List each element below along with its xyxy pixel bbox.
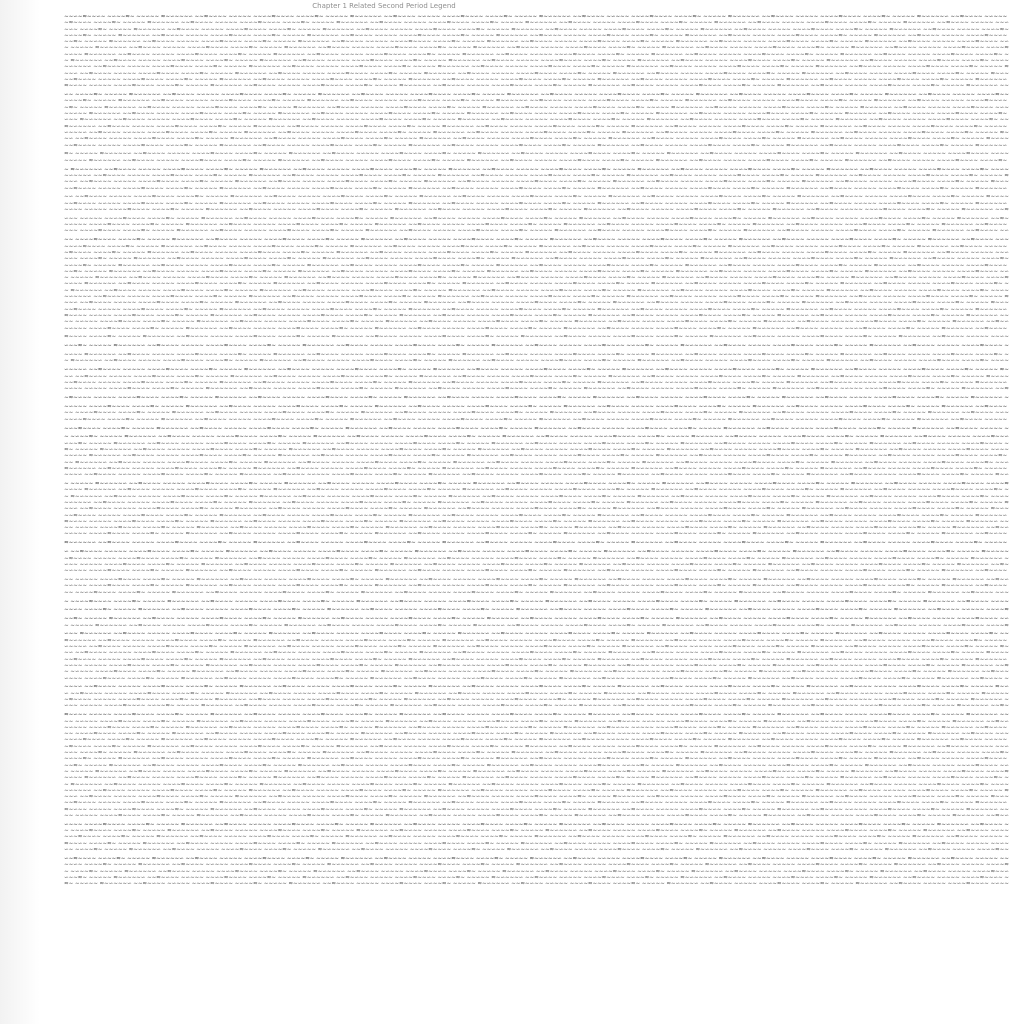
- text-line-placeholder: ∼∽∼∼ ≈∼∽∼∼∼∽ ∼∼≈∼∽∼∼ ∼∽∼∼∼ ∼∼∽∼≈∼∼∽∼ ∼∽∼∼≈∼ ∼∼∽∼∼ ≈∼∽∼∼∼∽ ∼∼≈∼∽∼∼ ∼∽∼∼∼ ∼∼∽∼≈∼∼∽∼ ∼∽∼∼≈∼ ∼∼∽∼∼ ≈∼∽∼∼∼∽ ∼∼≈∼∽∼∼ ∼∽∼∼∼ ∼∼∽∼≈∼∼∽∼ ∼∽∼∼≈∼ ∼∼∽∼∼ ≈∼∽∼∼∼∽ ∼∼≈∼∽∼∼ ∼∽∼∼∼ ∼∼∽∼≈∼∼∽∼ ∼∽∼∼≈∼ ∼∼∽∼∼ ≈∼∽∼∼∼∽ ∼∼≈∼∽∼∼ ∼∽∼∼∼ ∼∼∽∼≈∼∼∽∼ ∼∽∼∼≈∼ ∼: [64, 775, 1009, 782]
- text-line-placeholder: ∽ ∼∼≈∼∽∼∼ ∼∽∼∼∼ ∼∼∽∼≈∼∼∽∼ ∼∽∼∼≈∼ ∼∼∽∼∼ ≈∼∽∼∼∼∽ ∼∼≈∼∽∼∼ ∼∽∼∼∼ ∼∼∽∼≈∼∼∽∼ ∼∽∼∼≈∼ ∼∼∽∼∼ ≈∼∽∼∼∼∽ ∼∼≈∼∽∼∼ ∼∽∼∼∼ ∼∼∽∼≈∼∼∽∼ ∼∽∼∼≈∼ ∼∼∽∼∼ ≈∼∽∼∼∼∽ ∼∼≈∼∽∼∼ ∼∽∼∼∼ ∼∼∽∼≈∼∼∽∼ ∼∽∼∼≈∼ ∼∼∽∼∼ ≈∼∽∼∼∼∽ ∼∼≈∼∽∼∼ ∼∽∼∼∼ ∼∼∽∼≈∼∼∽∼ ∼∽∼∼≈∼ ∼∼∽∼∼ ≈∼∽∼∼∼: [64, 690, 1009, 697]
- text-line-placeholder: ∼∼∽∼ ∼∽∼∼≈∼ ∼∼∽∼∼ ≈∼∽∼∼∼∽ ∼∼≈∼∽∼∼ ∼∽∼∼∼ ∼∼∽∼≈∼∼∽∼ ∼∽∼∼≈∼ ∼∼∽∼∼ ≈∼∽∼∼∼∽ ∼∼≈∼∽∼∼ ∼∽∼∼∼ ∼∼∽∼≈∼∼∽∼ ∼∽∼∼≈∼ ∼∼∽∼∼ ≈∼∽∼∼∼∽ ∼∼≈∼∽∼∼ ∼∽∼∼∼ ∼∼∽∼≈∼∼∽∼ ∼∽∼∼≈∼ ∼∼∽∼∼ ≈∼∽∼∼∼∽ ∼∼≈∼∽∼∼ ∼∽∼∼∼ ∼∼∽∼≈∼∼∽∼ ∼∽∼∼≈∼ ∼∼∽∼∼ ≈∼∽∼∼∼∽ ∼∼≈∼∽∼∼ ∼∽∼∼∼ ∼∼∽∼≈: [64, 607, 1009, 614]
- text-line-placeholder: ∼∼∽ ∼∼≈∼∽∼∼ ∼∽∼∼∼ ∼∼∽∼≈∼∼∽∼ ∼∽∼∼≈∼ ∼∼∽∼∼ ≈∼∽∼∼∼∽ ∼∼≈∼∽∼∼ ∼∽∼∼∼ ∼∼∽∼≈∼∼∽∼ ∼∽∼∼≈∼ ∼∼∽∼∼ ≈∼∽∼∼∼∽ ∼∼≈∼∽∼∼ ∼∽∼∼∼ ∼∼∽∼≈∼∼∽∼ ∼∽∼∼≈∼ ∼∼∽∼∼ ≈∼∽∼∼∼∽ ∼∼≈∼∽∼∼ ∼∽∼∼∼ ∼∼∽∼≈∼∼∽∼ ∼∽∼∼≈∼ ∼∼∽∼∼ ≈∼∽∼∼∼∽ ∼∼≈∼∽∼∼ ∼∽∼∼∼ ∼∼∽∼≈∼∼∽∼ ∼∽∼∼≈∼ ∼∼∽∼∼ ≈∼∽∼: [64, 70, 1009, 77]
- text-line-placeholder: ∼∽∼∼ ∼∽∼∼∼ ∼∼∽∼≈∼∼∽∼ ∼∽∼∼≈∼ ∼∼∽∼∼ ≈∼∽∼∼∼∽ ∼∼≈∼∽∼∼ ∼∽∼∼∼ ∼∼∽∼≈∼∼∽∼ ∼∽∼∼≈∼ ∼∼∽∼∼ ≈∼∽∼∼∼∽ ∼∼≈∼∽∼∼ ∼∽∼∼∼ ∼∼∽∼≈∼∼∽∼ ∼∽∼∼≈∼ ∼∼∽∼∼ ≈∼∽∼∼∼∽ ∼∼≈∼∽∼∼ ∼∽∼∼∼ ∼∼∽∼≈∼∼∽∼ ∼∽∼∼≈∼ ∼∼∽∼∼ ≈∼∽∼∼∼∽ ∼∼≈∼∽∼∼ ∼∽∼∼∼ ∼∼∽∼≈∼∼∽∼ ∼∽∼∼≈∼ ∼∼∽∼∼ ≈∼∽∼∼∼∽ ∼∼≈: [64, 662, 1009, 669]
- text-line-placeholder: ≈∼∽∼∼ ∼∽∼∼∼ ∼∼∽∼≈∼∼∽∼ ∼∽∼∼≈∼ ∼∼∽∼∼ ≈∼∽∼∼∼∽ ∼∼≈∼∽∼∼ ∼∽∼∼∼ ∼∼∽∼≈∼∼∽∼ ∼∽∼∼≈∼ ∼∼∽∼∼ ≈∼∽∼∼∼∽ ∼∼≈∼∽∼∼ ∼∽∼∼∼ ∼∼∽∼≈∼∼∽∼ ∼∽∼∼≈∼ ∼∼∽∼∼ ≈∼∽∼∼∼∽ ∼∼≈∼∽∼∼ ∼∽∼∼∼ ∼∼∽∼≈∼∼∽∼ ∼∽∼∼≈∼ ∼∼∽∼∼ ≈∼∽∼∼∼∽ ∼∼≈∼∽∼∼ ∼∽∼∼∼ ∼∼∽∼≈∼∼∽∼ ∼∽∼∼≈∼ ∼∼∽∼∼ ≈∼∽∼∼∼∽ ∼∼: [64, 806, 1009, 813]
- text-line-placeholder: ∽∼∼∼∽ ∼∼≈∼∽∼∼ ∼∽∼∼∼ ∼∼∽∼≈∼∼∽∼ ∼∽∼∼≈∼ ∼∼∽∼∼ ≈∼∽∼∼∼∽ ∼∼≈∼∽∼∼ ∼∽∼∼∼ ∼∼∽∼≈∼∼∽∼ ∼∽∼∼≈∼ ∼∼∽∼∼ ≈∼∽∼∼∼∽ ∼∼≈∼∽∼∼ ∼∽∼∼∼ ∼∼∽∼≈∼∼∽∼ ∼∽∼∼≈∼ ∼∼∽∼∼ ≈∼∽∼∼∼∽ ∼∼≈∼∽∼∼ ∼∽∼∼∼ ∼∼∽∼≈∼∼∽∼ ∼∽∼∼≈∼ ∼∼∽∼∼ ≈∼∽∼∼∼∽ ∼∼≈∼∽∼∼ ∼∽∼∼∼ ∼∼∽∼≈∼∼∽∼ ∼∽∼∼≈∼ ∼∼∽∼∼ ≈∼: [64, 367, 1009, 374]
- paragraph: [64, 481, 1009, 538]
- text-line-placeholder: ∽ ∼∼≈∼∽∼∼ ∼∽∼∼∼ ∼∼∽∼≈∼∼∽∼ ∼∽∼∼≈∼ ∼∼∽∼∼ ≈∼∽∼∼∼∽ ∼∼≈∼∽∼∼ ∼∽∼∼∼ ∼∼∽∼≈∼∼∽∼ ∼∽∼∼≈∼ ∼∼∽∼∼ ≈∼∽∼∼∼∽ ∼∼≈∼∽∼∼ ∼∽∼∼∼ ∼∼∽∼≈∼∼∽∼ ∼∽∼∼≈∼ ∼∼∽∼∼ ≈∼∽∼∼∼∽ ∼∼≈∼∽∼∼ ∼∽∼∼∼ ∼∼∽∼≈∼∼∽∼ ∼∽∼∼≈∼ ∼∼∽∼∼ ≈∼∽∼∼∼∽ ∼∼≈∼∽∼∼ ∼∽∼∼∼ ∼∼∽∼≈∼∼∽∼ ∼∽∼∼≈∼ ∼∼∽∼∼ ≈∼∽∼∼∼: [64, 549, 1009, 556]
- text-line-placeholder: ∼∽ ∼∼≈∼∽∼∼ ∼∽∼∼∼ ∼∼∽∼≈∼∼∽∼ ∼∽∼∼≈∼ ∼∼∽∼∼ ≈∼∽∼∼∼∽ ∼∼≈∼∽∼∼ ∼∽∼∼∼ ∼∼∽∼≈∼∼∽∼ ∼∽∼∼≈∼ ∼∼∽∼∼ ≈∼∽∼∼∼∽ ∼∼≈∼∽∼∼ ∼∽∼∼∼ ∼∼∽∼≈∼∼∽∼ ∼∽∼∼≈∼ ∼∼∽∼∼ ≈∼∽∼∼∼∽ ∼∼≈∼∽∼∼ ∼∽∼∼∼ ∼∼∽∼≈∼∼∽∼ ∼∽∼∼≈∼ ∼∼∽∼∼ ≈∼∽∼∼∼∽ ∼∼≈∼∽∼∼ ∼∽∼∼∼ ∼∼∽∼≈∼∼∽∼ ∼∽∼∼≈∼ ∼∼∽∼∼ ≈∼∽∼∼: [64, 373, 1009, 380]
- text-line-placeholder: ∼∼∽ ∼∼≈∼∽∼∼ ∼∽∼∼∼ ∼∼∽∼≈∼∼∽∼ ∼∽∼∼≈∼ ∼∼∽∼∼ ≈∼∽∼∼∼∽ ∼∼≈∼∽∼∼ ∼∽∼∼∼ ∼∼∽∼≈∼∼∽∼ ∼∽∼∼≈∼ ∼∼∽∼∼ ≈∼∽∼∼∼∽ ∼∼≈∼∽∼∼ ∼∽∼∼∼ ∼∼∽∼≈∼∼∽∼ ∼∽∼∼≈∼ ∼∼∽∼∼ ≈∼∽∼∼∼∽ ∼∼≈∼∽∼∼ ∼∽∼∼∼ ∼∼∽∼≈∼∼∽∼ ∼∽∼∼≈∼ ∼∼∽∼∼ ≈∼∽∼∼∼∽ ∼∼≈∼∽∼∼ ∼∽∼∼∼ ∼∼∽∼≈∼∼∽∼ ∼∽∼∼≈∼ ∼∼∽∼∼ ≈∼∽∼: [64, 179, 1009, 186]
- text-line-placeholder: ∼∽∼ ∼∽∼∼≈∼ ∼∼∽∼∼ ≈∼∽∼∼∼∽ ∼∼≈∼∽∼∼ ∼∽∼∼∼ ∼∼∽∼≈∼∼∽∼ ∼∽∼∼≈∼ ∼∼∽∼∼ ≈∼∽∼∼∼∽ ∼∼≈∼∽∼∼ ∼∽∼∼∼ ∼∼∽∼≈∼∼∽∼ ∼∽∼∼≈∼ ∼∼∽∼∼ ≈∼∽∼∼∼∽ ∼∼≈∼∽∼∼ ∼∽∼∼∼ ∼∼∽∼≈∼∼∽∼ ∼∽∼∼≈∼ ∼∼∽∼∼ ≈∼∽∼∼∼∽ ∼∼≈∼∽∼∼ ∼∽∼∼∼ ∼∼∽∼≈∼∼∽∼ ∼∽∼∼≈∼ ∼∼∽∼∼ ≈∼∽∼∼∼∽ ∼∼≈∼∽∼∼ ∼∽∼∼∼ ∼∼∽∼≈∼: [64, 26, 1009, 33]
- text-line-placeholder: ∼∽∼ ∼∽∼∼≈∼ ∼∼∽∼∼ ≈∼∽∼∼∼∽ ∼∼≈∼∽∼∼ ∼∽∼∼∼ ∼∼∽∼≈∼∼∽∼ ∼∽∼∼≈∼ ∼∼∽∼∼ ≈∼∽∼∼∼∽ ∼∼≈∼∽∼∼ ∼∽∼∼∼ ∼∼∽∼≈∼∼∽∼ ∼∽∼∼≈∼ ∼∼∽∼∼ ≈∼∽∼∼∼∽ ∼∼≈∼∽∼∼ ∼∽∼∼∼ ∼∼∽∼≈∼∼∽∼ ∼∽∼∼≈∼ ∼∼∽∼∼ ≈∼∽∼∼∼∽ ∼∼≈∼∽∼∼ ∼∽∼∼∼ ∼∼∽∼≈∼∼∽∼ ∼∽∼∼≈∼ ∼∼∽∼∼ ≈∼∽∼∼∼∽ ∼∼≈∼∽∼∼ ∼∽∼∼∼ ∼∼∽∼≈∼: [64, 256, 1009, 263]
- text-line-placeholder: ∽∼∼ ≈∼∽∼∼∼∽ ∼∼≈∼∽∼∼ ∼∽∼∼∼ ∼∼∽∼≈∼∼∽∼ ∼∽∼∼≈∼ ∼∼∽∼∼ ≈∼∽∼∼∼∽ ∼∼≈∼∽∼∼ ∼∽∼∼∼ ∼∼∽∼≈∼∼∽∼ ∼∽∼∼≈∼ ∼∼∽∼∼ ≈∼∽∼∼∼∽ ∼∼≈∼∽∼∼ ∼∽∼∼∼ ∼∼∽∼≈∼∼∽∼ ∼∽∼∼≈∼ ∼∼∽∼∼ ≈∼∽∼∼∼∽ ∼∼≈∼∽∼∼ ∼∽∼∼∼ ∼∼∽∼≈∼∼∽∼ ∼∽∼∼≈∼ ∼∼∽∼∼ ≈∼∽∼∼∼∽ ∼∼≈∼∽∼∼ ∼∽∼∼∼ ∼∼∽∼≈∼∼∽∼ ∼∽∼∼≈∼ ∼∼: [64, 631, 1009, 638]
- text-line-placeholder: ∼∼ ∼∽∼∼∼ ∼∼∽∼≈∼∼∽∼ ∼∽∼∼≈∼ ∼∼∽∼∼ ≈∼∽∼∼∼∽ ∼∼≈∼∽∼∼ ∼∽∼∼∼ ∼∼∽∼≈∼∼∽∼ ∼∽∼∼≈∼ ∼∼∽∼∼ ≈∼∽∼∼∼∽ ∼∼≈∼∽∼∼ ∼∽∼∼∼ ∼∼∽∼≈∼∼∽∼ ∼∽∼∼≈∼ ∼∼∽∼∼ ≈∼∽∼∼∼∽ ∼∼≈∼∽∼∼ ∼∽∼∼∼ ∼∼∽∼≈∼∼∽∼ ∼∽∼∼≈∼ ∼∼∽∼∼ ≈∼∽∼∼∼∽ ∼∼≈∼∽∼∼ ∼∽∼∼∼ ∼∼∽∼≈∼∼∽∼ ∼∽∼∼≈∼ ∼∼∽∼∼ ≈∼∽∼∼∼∽ ∼∼≈∼∽: [64, 577, 1009, 584]
- text-line-placeholder: ∼≈∼∽∼∼ ∼∽∼∼∼ ∼∼∽∼≈∼∼∽∼ ∼∽∼∼≈∼ ∼∼∽∼∼ ≈∼∽∼∼∼∽ ∼∼≈∼∽∼∼ ∼∽∼∼∼ ∼∼∽∼≈∼∼∽∼ ∼∽∼∼≈∼ ∼∼∽∼∼ ≈∼∽∼∼∼∽ ∼∼≈∼∽∼∼ ∼∽∼∼∼ ∼∼∽∼≈∼∼∽∼ ∼∽∼∼≈∼ ∼∼∽∼∼ ≈∼∽∼∼∼∽ ∼∼≈∼∽∼∼ ∼∽∼∼∼ ∼∼∽∼≈∼∼∽∼ ∼∽∼∼≈∼ ∼∼∽∼∼ ≈∼∽∼∼∼∽ ∼∼≈∼∽∼∼ ∼∽∼∼∼ ∼∼∽∼≈∼∼∽∼ ∼∽∼∼≈∼ ∼∼∽∼∼ ≈∼∽∼∼∼∽ ∼: [64, 395, 1009, 402]
- text-line-placeholder: ∼∼ ∼∽∼∼∼ ∼∼∽∼≈∼∼∽∼ ∼∽∼∼≈∼ ∼∼∽∼∼ ≈∼∽∼∼∼∽ ∼∼≈∼∽∼∼ ∼∽∼∼∼ ∼∼∽∼≈∼∼∽∼ ∼∽∼∼≈∼ ∼∼∽∼∼ ≈∼∽∼∼∼∽ ∼∼≈∼∽∼∼ ∼∽∼∼∼ ∼∼∽∼≈∼∼∽∼ ∼∽∼∼≈∼ ∼∼∽∼∼ ≈∼∽∼∼∼∽ ∼∼≈∼∽∼∼ ∼∽∼∼∼ ∼∼∽∼≈∼∼∽∼ ∼∽∼∼≈∼ ∼∼∽∼∼ ≈∼∽∼∼∼∽ ∼∼≈∼∽∼∼ ∼∽∼∼∼ ∼∼∽∼≈∼∼∽∼ ∼∽∼∼≈∼ ∼∼∽∼∼ ≈∼∽∼∼∼∽ ∼∼≈∼∽: [64, 319, 1009, 326]
- text-line-placeholder: ∼≈∼∼∽∼ ∼∽∼∼≈∼ ∼∼∽∼∼ ≈∼∽∼∼∼∽ ∼∼≈∼∽∼∼ ∼∽∼∼∼ ∼∼∽∼≈∼∼∽∼ ∼∽∼∼≈∼ ∼∼∽∼∼ ≈∼∽∼∼∼∽ ∼∼≈∼∽∼∼ ∼∽∼∼∼ ∼∼∽∼≈∼∼∽∼ ∼∽∼∼≈∼ ∼∼∽∼∼ ≈∼∽∼∼∼∽ ∼∼≈∼∽∼∼ ∼∽∼∼∼ ∼∼∽∼≈∼∼∽∼ ∼∽∼∼≈∼ ∼∼∽∼∼ ≈∼∽∼∼∼∽ ∼∼≈∼∽∼∼ ∼∽∼∼∼ ∼∼∽∼≈∼∼∽∼ ∼∽∼∼≈∼ ∼∼∽∼∼ ≈∼∽∼∼∼∽ ∼∼≈∼∽∼∼ ∼∽∼∼∼ ∼∼∽: [64, 743, 1009, 750]
- text-line-placeholder: ∼ ≈∼∽∼∼∼∽ ∼∼≈∼∽∼∼ ∼∽∼∼∼ ∼∼∽∼≈∼∼∽∼ ∼∽∼∼≈∼ ∼∼∽∼∼ ≈∼∽∼∼∼∽ ∼∼≈∼∽∼∼ ∼∽∼∼∼ ∼∼∽∼≈∼∼∽∼ ∼∽∼∼≈∼ ∼∼∽∼∼ ≈∼∽∼∼∼∽ ∼∼≈∼∽∼∼ ∼∽∼∼∼ ∼∼∽∼≈∼∼∽∼ ∼∽∼∼≈∼ ∼∼∽∼∼ ≈∼∽∼∼∼∽ ∼∼≈∼∽∼∼ ∼∽∼∼∼ ∼∼∽∼≈∼∼∽∼ ∼∽∼∼≈∼ ∼∼∽∼∼ ≈∼∽∼∼∼∽ ∼∼≈∼∽∼∼ ∼∽∼∼∼ ∼∼∽∼≈∼∼∽∼ ∼∽∼∼≈∼ ∼∼∽∼: [64, 781, 1009, 788]
- text-line-placeholder: ≈∼∼∽∼ ∼∽∼∼≈∼ ∼∼∽∼∼ ≈∼∽∼∼∼∽ ∼∼≈∼∽∼∼ ∼∽∼∼∼ ∼∼∽∼≈∼∼∽∼ ∼∽∼∼≈∼ ∼∼∽∼∼ ≈∼∽∼∼∼∽ ∼∼≈∼∽∼∼ ∼∽∼∼∼ ∼∼∽∼≈∼∼∽∼ ∼∽∼∼≈∼ ∼∼∽∼∼ ≈∼∽∼∼∼∽ ∼∼≈∼∽∼∼ ∼∽∼∼∼ ∼∼∽∼≈∼∼∽∼ ∼∽∼∼≈∼ ∼∼∽∼∼ ≈∼∽∼∼∼∽ ∼∼≈∼∽∼∼ ∼∽∼∼∼ ∼∼∽∼≈∼∼∽∼ ∼∽∼∼≈∼ ∼∼∽∼∼ ≈∼∽∼∼∼∽ ∼∼≈∼∽∼∼ ∼∽∼∼∼ ∼∼∽∼: [64, 840, 1009, 847]
- text-line-placeholder: ∼∼≈∼ ∼∼∽∼∼ ≈∼∽∼∼∼∽ ∼∼≈∼∽∼∼ ∼∽∼∼∼ ∼∼∽∼≈∼∼∽∼ ∼∽∼∼≈∼ ∼∼∽∼∼ ≈∼∽∼∼∼∽ ∼∼≈∼∽∼∼ ∼∽∼∼∼ ∼∼∽∼≈∼∼∽∼ ∼∽∼∼≈∼ ∼∼∽∼∼ ≈∼∽∼∼∼∽ ∼∼≈∼∽∼∼ ∼∽∼∼∼ ∼∼∽∼≈∼∼∽∼ ∼∽∼∼≈∼ ∼∼∽∼∼ ≈∼∽∼∼∼∽ ∼∼≈∼∽∼∼ ∼∽∼∼∼ ∼∼∽∼≈∼∼∽∼ ∼∽∼∼≈∼ ∼∼∽∼∼ ≈∼∽∼∼∼∽ ∼∼≈∼∽∼∼ ∼∽∼∼∼ ∼∼∽∼≈∼∼∽∼ ∼∽: [64, 616, 1009, 623]
- text-line-placeholder: ∼∼≈∼∽∼∼ ∼∽∼∼∼ ∼∼∽∼≈∼∼∽∼ ∼∽∼∼≈∼ ∼∼∽∼∼ ≈∼∽∼∼∼∽ ∼∼≈∼∽∼∼ ∼∽∼∼∼ ∼∼∽∼≈∼∼∽∼ ∼∽∼∼≈∼ ∼∼∽∼∼ ≈∼∽∼∼∼∽ ∼∼≈∼∽∼∼ ∼∽∼∼∼ ∼∼∽∼≈∼∼∽∼ ∼∽∼∼≈∼ ∼∼∽∼∼ ≈∼∽∼∼∼∽ ∼∼≈∼∽∼∼ ∼∽∼∼∼ ∼∼∽∼≈∼∼∽∼ ∼∽∼∼≈∼ ∼∼∽∼∼ ≈∼∽∼∼∼∽ ∼∼≈∼∽∼∼ ∼∽∼∼∼ ∼∼∽∼≈∼∼∽∼ ∼∽∼∼≈∼ ∼∼∽∼∼ ≈∼∽∼∼∼∽: [64, 379, 1008, 386]
- text-line-placeholder: ∼∼∽ ∼∼≈∼∽∼∼ ∼∽∼∼∼ ∼∼∽∼≈∼∼∽∼ ∼∽∼∼≈∼ ∼∼∽∼∼ ≈∼∽∼∼∼∽ ∼∼≈∼∽∼∼ ∼∽∼∼∼ ∼∼∽∼≈∼∼∽∼ ∼∽∼∼≈∼ ∼∼∽∼∼ ≈∼∽∼∼∼∽ ∼∼≈∼∽∼∼ ∼∽∼∼∼ ∼∼∽∼≈∼∼∽∼ ∼∽∼∼≈∼ ∼∼∽∼∼ ≈∼∽∼∼∼∽ ∼∼≈∼∽∼∼ ∼∽∼∼∼ ∼∼∽∼≈∼∼∽∼ ∼∽∼∼≈∼ ∼∼∽∼∼ ≈∼∽∼∼∼∽ ∼∼≈∼∽∼∼ ∼∽∼∼∼ ∼∼∽∼≈∼∼∽∼ ∼∽∼∼≈∼ ∼∼∽∼∼ ≈∼∽∼: [64, 794, 1009, 801]
- text-line-placeholder: ∼∽∼ ∼∽∼∼≈∼ ∼∼∽∼∼ ≈∼∽∼∼∼∽ ∼∼≈∼∽∼∼ ∼∽∼∼∼ ∼∼∽∼≈∼∼∽∼ ∼∽∼∼≈∼ ∼∼∽∼∼ ≈∼∽∼∼∼∽ ∼∼≈∼∽∼∼ ∼∽∼∼∼ ∼∼∽∼≈∼∼∽∼ ∼∽∼∼≈∼ ∼∼∽∼∼ ≈∼∽∼∼∼∽ ∼∼≈∼∽∼∼ ∼∽∼∼∼ ∼∼∽∼≈∼∼∽∼ ∼∽∼∼≈∼ ∼∼∽∼∼ ≈∼∽∼∼∼∽ ∼∼≈∼∽∼∼ ∼∽∼∼∼ ∼∼∽∼≈∼∼∽∼ ∼∽∼∼≈∼ ∼∼∽∼∼ ≈∼∽∼∼∼∽ ∼∼≈∼∽∼∼ ∼∽∼∼∼ ∼∼∽∼≈∼: [64, 750, 1009, 757]
- text-line-placeholder: ∼≈∼∽∼∼ ∼∽∼∼∼ ∼∼∽∼≈∼∼∽∼ ∼∽∼∼≈∼ ∼∼∽∼∼ ≈∼∽∼∼∼∽ ∼∼≈∼∽∼∼ ∼∽∼∼∼ ∼∼∽∼≈∼∼∽∼ ∼∽∼∼≈∼ ∼∼∽∼∼ ≈∼∽∼∼∼∽ ∼∼≈∼∽∼∼ ∼∽∼∼∼ ∼∼∽∼≈∼∼∽∼ ∼∽∼∼≈∼ ∼∼∽∼∼ ≈∼∽∼∼∼∽ ∼∼≈∼∽∼∼ ∼∽∼∼∼ ∼∼∽∼≈∼∼∽∼ ∼∽∼∼≈∼ ∼∼∽∼∼ ≈∼∽∼∼∼∽ ∼∼≈∼∽∼∼ ∼∽∼∼∼ ∼∼∽∼≈∼∼∽∼ ∼∽∼∼≈∼ ∼∼∽∼∼ ≈∼∽∼∼∼∽ ∼: [64, 555, 1009, 562]
- text-line-placeholder: ∼∽∼∼≈∼ ∼∼∽∼∼ ≈∼∽∼∼∼∽ ∼∼≈∼∽∼∼ ∼∽∼∼∼ ∼∼∽∼≈∼∼∽∼ ∼∽∼∼≈∼ ∼∼∽∼∼ ≈∼∽∼∼∼∽ ∼∼≈∼∽∼∼ ∼∽∼∼∼ ∼∼∽∼≈∼∼∽∼ ∼∽∼∼≈∼ ∼∼∽∼∼ ≈∼∽∼∼∼∽ ∼∼≈∼∽∼∼ ∼∽∼∼∼ ∼∼∽∼≈∼∼∽∼ ∼∽∼∼≈∼ ∼∼∽∼∼ ≈∼∽∼∼∼∽ ∼∼≈∼∽∼∼ ∼∽∼∼∼ ∼∼∽∼≈∼∼∽∼ ∼∽∼∼≈∼ ∼∼∽∼∼ ≈∼∽∼∼∼∽ ∼∼≈∼∽∼∼ ∼∽∼∼∼ ∼∼∽∼≈∼∼∽∼: [64, 262, 1008, 269]
- text-line-placeholder: ∼∼≈∼ ∼∼∽∼∼ ≈∼∽∼∼∼∽ ∼∼≈∼∽∼∼ ∼∽∼∼∼ ∼∼∽∼≈∼∼∽∼ ∼∽∼∼≈∼ ∼∼∽∼∼ ≈∼∽∼∼∼∽ ∼∼≈∼∽∼∼ ∼∽∼∼∼ ∼∼∽∼≈∼∼∽∼ ∼∽∼∼≈∼ ∼∼∽∼∼ ≈∼∽∼∼∼∽ ∼∼≈∼∽∼∼ ∼∽∼∼∼ ∼∼∽∼≈∼∼∽∼ ∼∽∼∼≈∼ ∼∼∽∼∼ ≈∼∽∼∼∼∽ ∼∼≈∼∽∼∼ ∼∽∼∼∼ ∼∼∽∼≈∼∼∽∼ ∼∽∼∼≈∼ ∼∼∽∼∼ ≈∼∽∼∼∼∽ ∼∼≈∼∽∼∼ ∼∽∼∼∼ ∼∼∽∼≈∼∼∽∼ ∼∽: [64, 762, 1009, 769]
- text-line-placeholder: ∼∽∼∼∼∽ ∼∼≈∼∽∼∼ ∼∽∼∼∼ ∼∼∽∼≈∼∼∽∼ ∼∽∼∼≈∼ ∼∼∽∼∼ ≈∼∽∼∼∼∽ ∼∼≈∼∽∼∼ ∼∽∼∼∼ ∼∼∽∼≈∼∼∽∼ ∼∽∼∼≈∼ ∼∼∽∼∼ ≈∼∽∼∼∼∽ ∼∼≈∼∽∼∼ ∼∽∼∼∼ ∼∼∽∼≈∼∼∽∼ ∼∽∼∼≈∼ ∼∼∽∼∼ ≈∼∽∼∼∼∽ ∼∼≈∼∽∼∼ ∼∽∼∼∼ ∼∼∽∼≈∼∼∽∼ ∼∽∼∼≈∼ ∼∼∽∼∼ ≈∼∽∼∼∼∽ ∼∼≈∼∽∼∼ ∼∽∼∼∼ ∼∼∽∼≈∼∼∽∼ ∼∽∼∼≈∼ ∼∼∽∼∼ ≈: [64, 64, 1009, 71]
- text-line-placeholder: ∼∼∼ ∼∼∽∼≈∼∼∽∼ ∼∽∼∼≈∼ ∼∼∽∼∼ ≈∼∽∼∼∼∽ ∼∼≈∼∽∼∼ ∼∽∼∼∼ ∼∼∽∼≈∼∼∽∼ ∼∽∼∼≈∼ ∼∼∽∼∼ ≈∼∽∼∼∼∽ ∼∼≈∼∽∼∼ ∼∽∼∼∼ ∼∼∽∼≈∼∼∽∼ ∼∽∼∼≈∼ ∼∼∽∼∼ ≈∼∽∼∼∼∽ ∼∼≈∼∽∼∼ ∼∽∼∼∼ ∼∼∽∼≈∼∼∽∼ ∼∽∼∼≈∼ ∼∼∽∼∼ ≈∼∽∼∼∼∽ ∼∼≈∼∽∼∼ ∼∽∼∼∼ ∼∼∽∼≈∼∼∽∼ ∼∽∼∼≈∼ ∼∼∽∼∼ ≈∼∽∼∼∼∽ ∼∼≈∼∽∼∼ ∼∽: [64, 228, 1009, 235]
- text-line-placeholder: ∼∽∼∼∼ ∼∼∽∼≈∼∼∽∼ ∼∽∼∼≈∼ ∼∼∽∼∼ ≈∼∽∼∼∼∽ ∼∼≈∼∽∼∼ ∼∽∼∼∼ ∼∼∽∼≈∼∼∽∼ ∼∽∼∼≈∼ ∼∼∽∼∼ ≈∼∽∼∼∼∽ ∼∼≈∼∽∼∼ ∼∽∼∼∼ ∼∼∽∼≈∼∼∽∼ ∼∽∼∼≈∼ ∼∼∽∼∼ ≈∼∽∼∼∼∽ ∼∼≈∼∽∼∼ ∼∽∼∼∼ ∼∼∽∼≈∼∼∽∼ ∼∽∼∼≈∼ ∼∼∽∼∼ ≈∼∽∼∼∼∽ ∼∼≈∼∽∼∼ ∼∽∼∼∼ ∼∼∽∼≈∼∼∽∼ ∼∽∼∼≈∼ ∼∼∽∼∼ ≈∼∽∼∼∼∽ ∼∼≈∼∽∼∼: [64, 724, 1008, 731]
- text-line-placeholder: ∽∼∼≈∼ ∼∼∽∼∼ ≈∼∽∼∼∼∽ ∼∼≈∼∽∼∼ ∼∽∼∼∼ ∼∼∽∼≈∼∼∽∼ ∼∽∼∼≈∼ ∼∼∽∼∼ ≈∼∽∼∼∼∽ ∼∼≈∼∽∼∼ ∼∽∼∼∼ ∼∼∽∼≈∼∼∽∼ ∼∽∼∼≈∼ ∼∼∽∼∼ ≈∼∽∼∼∼∽ ∼∼≈∼∽∼∼ ∼∽∼∼∼ ∼∼∽∼≈∼∼∽∼ ∼∽∼∼≈∼ ∼∼∽∼∼ ≈∼∽∼∼∼∽ ∼∼≈∼∽∼∼ ∼∽∼∼∼ ∼∼∽∼≈∼∼∽∼ ∼∽∼∼≈∼ ∼∼∽∼∼ ≈∼∽∼∼∼∽ ∼∼≈∼∽∼∼ ∼∽∼∼∼ ∼∼∽∼≈∼∼∽∼ ∼: [64, 874, 1009, 881]
- text-line-placeholder: ∼ ∼∼∽∼∼ ≈∼∽∼∼∼∽ ∼∼≈∼∽∼∼ ∼∽∼∼∼ ∼∼∽∼≈∼∼∽∼ ∼∽∼∼≈∼ ∼∼∽∼∼ ≈∼∽∼∼∼∽ ∼∼≈∼∽∼∼ ∼∽∼∼∼ ∼∼∽∼≈∼∼∽∼ ∼∽∼∼≈∼ ∼∼∽∼∼ ≈∼∽∼∼∼∽ ∼∼≈∼∽∼∼ ∼∽∼∼∼ ∼∼∽∼≈∼∼∽∼ ∼∽∼∼≈∼ ∼∼∽∼∼ ≈∼∽∼∼∼∽ ∼∼≈∼∽∼∼ ∼∽∼∼∼ ∼∼∽∼≈∼∼∽∼ ∼∽∼∼≈∼ ∼∼∽∼∼ ≈∼∽∼∼∼∽ ∼∼≈∼∽∼∼ ∼∽∼∼∼ ∼∼∽∼≈∼∼∽∼ ∼∽∼∼≈: [64, 622, 1009, 629]
- text-line-placeholder: ∼∼∽∼≈∼∼∽∼ ∼∽∼∼≈∼ ∼∼∽∼∼ ≈∼∽∼∼∼∽ ∼∼≈∼∽∼∼ ∼∽∼∼∼ ∼∼∽∼≈∼∼∽∼ ∼∽∼∼≈∼ ∼∼∽∼∼ ≈∼∽∼∼∼∽ ∼∼≈∼∽∼∼ ∼∽∼∼∼ ∼∼∽∼≈∼∼∽∼ ∼∽∼∼≈∼ ∼∼∽∼∼ ≈∼∽∼∼∼∽ ∼∼≈∼∽∼∼ ∼∽∼∼∼ ∼∼∽∼≈∼∼∽∼ ∼∽∼∼≈∼ ∼∼∽∼∼ ≈∼∽∼∼∼∽ ∼∼≈∼∽∼∼ ∼∽∼∼∼ ∼∼∽∼≈∼∼∽∼ ∼∽∼∼≈∼ ∼∼∽∼∼ ≈∼∽∼∼∼∽ ∼∼≈∼∽∼∼ ∼∽∼∼∼: [64, 243, 1008, 250]
- text-line-placeholder: ∼∼≈∼ ∼∼∽∼∼ ≈∼∽∼∼∼∽ ∼∼≈∼∽∼∼ ∼∽∼∼∼ ∼∼∽∼≈∼∼∽∼ ∼∽∼∼≈∼ ∼∼∽∼∼ ≈∼∽∼∼∼∽ ∼∼≈∼∽∼∼ ∼∽∼∼∼ ∼∼∽∼≈∼∼∽∼ ∼∽∼∼≈∼ ∼∼∽∼∼ ≈∼∽∼∼∼∽ ∼∼≈∼∽∼∼ ∼∽∼∼∼ ∼∼∽∼≈∼∼∽∼ ∼∽∼∼≈∼ ∼∼∽∼∼ ≈∼∽∼∼∼∽ ∼∼≈∼∽∼∼ ∼∽∼∼∼ ∼∼∽∼≈∼∼∽∼ ∼∽∼∼≈∼ ∼∼∽∼∼ ≈∼∽∼∼∼∽ ∼∼≈∼∽∼∼ ∼∽∼∼∼ ∼∼∽∼≈∼∼∽∼ ∼∽: [64, 268, 1009, 275]
- text-line-placeholder: ≈∼∽∼∼ ∼∽∼∼∼ ∼∼∽∼≈∼∼∽∼ ∼∽∼∼≈∼ ∼∼∽∼∼ ≈∼∽∼∼∼∽ ∼∼≈∼∽∼∼ ∼∽∼∼∼ ∼∼∽∼≈∼∼∽∼ ∼∽∼∼≈∼ ∼∼∽∼∼ ≈∼∽∼∼∼∽ ∼∼≈∼∽∼∼ ∼∽∼∼∼ ∼∼∽∼≈∼∼∽∼ ∼∽∼∼≈∼ ∼∼∽∼∼ ≈∼∽∼∼∼∽ ∼∼≈∼∽∼∼ ∼∽∼∼∼ ∼∼∽∼≈∼∼∽∼ ∼∽∼∼≈∼ ∼∼∽∼∼ ≈∼∽∼∼∼∽ ∼∼≈∼∽∼∼ ∼∽∼∼∼ ∼∼∽∼≈∼∼∽∼ ∼∽∼∼≈∼ ∼∼∽∼∼ ≈∼∽∼∼∼∽ ∼∼: [64, 518, 1009, 525]
- text-line-placeholder: ∼∽∼≈∼∼∽∼ ∼∽∼∼≈∼ ∼∼∽∼∼ ≈∼∽∼∼∼∽ ∼∼≈∼∽∼∼ ∼∽∼∼∼ ∼∼∽∼≈∼∼∽∼ ∼∽∼∼≈∼ ∼∼∽∼∼ ≈∼∽∼∼∼∽ ∼∼≈∼∽∼∼ ∼∽∼∼∼ ∼∼∽∼≈∼∼∽∼ ∼∽∼∼≈∼ ∼∼∽∼∼ ≈∼∽∼∼∼∽ ∼∼≈∼∽∼∼ ∼∽∼∼∼ ∼∼∽∼≈∼∼∽∼ ∼∽∼∼≈∼ ∼∼∽∼∼ ≈∼∽∼∼∼∽ ∼∼≈∼∽∼∼ ∼∽∼∼∼ ∼∼∽∼≈∼∼∽∼ ∼∽∼∼≈∼ ∼∼∽∼∼ ≈∼∽∼∼∼∽ ∼∼≈∼∽∼∼ ∼∽∼∼∼ ∼: [64, 425, 1009, 432]
- text-line-placeholder: ≈∼∽∼∼ ∼∽∼∼∼ ∼∼∽∼≈∼∼∽∼ ∼∽∼∼≈∼ ∼∼∽∼∼ ≈∼∽∼∼∼∽ ∼∼≈∼∽∼∼ ∼∽∼∼∼ ∼∼∽∼≈∼∼∽∼ ∼∽∼∼≈∼ ∼∼∽∼∼ ≈∼∽∼∼∼∽ ∼∼≈∼∽∼∼ ∼∽∼∼∼ ∼∼∽∼≈∼∼∽∼ ∼∽∼∼≈∼ ∼∼∽∼∼ ≈∼∽∼∼∼∽ ∼∼≈∼∽∼∼ ∼∽∼∼∼ ∼∼∽∼≈∼∼∽∼ ∼∽∼∼≈∼ ∼∼∽∼∼ ≈∼∽∼∼∼∽ ∼∼≈∼∽∼∼ ∼∽∼∼∼ ∼∼∽∼≈∼∼∽∼ ∼∽∼∼≈∼ ∼∼∽∼∼ ≈∼∽∼∼∼∽ ∼∼: [64, 712, 1009, 719]
- text-line-placeholder: ∼∼≈∼∽∼∼ ∼∽∼∼∼ ∼∼∽∼≈∼∼∽∼ ∼∽∼∼≈∼ ∼∼∽∼∼ ≈∼∽∼∼∼∽ ∼∼≈∼∽∼∼ ∼∽∼∼∼ ∼∼∽∼≈∼∼∽∼ ∼∽∼∼≈∼ ∼∼∽∼∼ ≈∼∽∼∼∼∽ ∼∼≈∼∽∼∼ ∼∽∼∼∼ ∼∼∽∼≈∼∼∽∼ ∼∽∼∼≈∼ ∼∼∽∼∼ ≈∼∽∼∼∼∽ ∼∼≈∼∽∼∼ ∼∽∼∼∼ ∼∼∽∼≈∼∼∽∼ ∼∽∼∼≈∼ ∼∼∽∼∼ ≈∼∽∼∼∼∽ ∼∼≈∼∽∼∼ ∼∽∼∼∼ ∼∼∽∼≈∼∼∽∼ ∼∽∼∼≈∼ ∼∼∽∼∼ ≈∼∽∼∼∼∽: [64, 306, 1008, 313]
- text-line-placeholder: ∼∼∽∼≈∼∼∽∼ ∼∽∼∼≈∼ ∼∼∽∼∼ ≈∼∽∼∼∼∽ ∼∼≈∼∽∼∼ ∼∽∼∼∼ ∼∼∽∼≈∼∼∽∼ ∼∽∼∼≈∼ ∼∼∽∼∼ ≈∼∽∼∼∼∽ ∼∼≈∼∽∼∼ ∼∽∼∼∼ ∼∼∽∼≈∼∼∽∼ ∼∽∼∼≈∼ ∼∼∽∼∼ ≈∼∽∼∼∼∽ ∼∼≈∼∽∼∼ ∼∽∼∼∼ ∼∼∽∼≈∼∼∽∼ ∼∽∼∼≈∼ ∼∼∽∼∼ ≈∼∽∼∼∼∽ ∼∼≈∼∽∼∼ ∼∽∼∼∼ ∼∼∽∼≈∼∼∽∼ ∼∽∼∼≈∼ ∼∼∽∼∼ ≈∼∽∼∼∼∽ ∼∼≈∼∽∼∼ ∼∽∼∼∼: [64, 416, 1008, 423]
- document-body: [64, 14, 1009, 1020]
- text-line-placeholder: ≈∼∽∼∼∼∽ ∼∼≈∼∽∼∼ ∼∽∼∼∼ ∼∼∽∼≈∼∼∽∼ ∼∽∼∼≈∼ ∼∼∽∼∼ ≈∼∽∼∼∼∽ ∼∼≈∼∽∼∼ ∼∽∼∼∼ ∼∼∽∼≈∼∼∽∼ ∼∽∼∼≈∼ ∼∼∽∼∼ ≈∼∽∼∼∼∽ ∼∼≈∼∽∼∼ ∼∽∼∼∼ ∼∼∽∼≈∼∼∽∼ ∼∽∼∼≈∼ ∼∼∽∼∼ ≈∼∽∼∼∼∽ ∼∼≈∼∽∼∼ ∼∽∼∼∼ ∼∼∽∼≈∼∼∽∼ ∼∽∼∼≈∼ ∼∼∽∼∼ ≈∼∽∼∼∼∽ ∼∼≈∼∽∼∼ ∼∽∼∼∼ ∼∼∽∼≈∼∼∽∼ ∼∽∼∼≈∼ ∼∼∽∼∼: [64, 123, 1008, 130]
- text-line-placeholder: ∼ ∼∼∽∼≈∼∼∽∼ ∼∽∼∼≈∼ ∼∼∽∼∼ ≈∼∽∼∼∼∽ ∼∼≈∼∽∼∼ ∼∽∼∼∼ ∼∼∽∼≈∼∼∽∼ ∼∽∼∼≈∼ ∼∼∽∼∼ ≈∼∽∼∼∼∽ ∼∼≈∼∽∼∼ ∼∽∼∼∼ ∼∼∽∼≈∼∼∽∼ ∼∽∼∼≈∼ ∼∼∽∼∼ ≈∼∽∼∼∼∽ ∼∼≈∼∽∼∼ ∼∽∼∼∼ ∼∼∽∼≈∼∼∽∼ ∼∽∼∼≈∼ ∼∼∽∼∼ ≈∼∽∼∼∼∽ ∼∼≈∼∽∼∼ ∼∽∼∼∼ ∼∼∽∼≈∼∼∽∼ ∼∽∼∼≈∼ ∼∼∽∼∼ ≈∼∽∼∼∼∽ ∼∼≈∼∽∼∼ ∼∽∼∼: [64, 598, 1009, 605]
- text-line-placeholder: ∼ ≈∼∽∼∼∼∽ ∼∼≈∼∽∼∼ ∼∽∼∼∼ ∼∼∽∼≈∼∼∽∼ ∼∽∼∼≈∼ ∼∼∽∼∼ ≈∼∽∼∼∼∽ ∼∼≈∼∽∼∼ ∼∽∼∼∼ ∼∼∽∼≈∼∼∽∼ ∼∽∼∼≈∼ ∼∼∽∼∼ ≈∼∽∼∼∼∽ ∼∼≈∼∽∼∼ ∼∽∼∼∼ ∼∼∽∼≈∼∼∽∼ ∼∽∼∼≈∼ ∼∼∽∼∼ ≈∼∽∼∼∼∽ ∼∼≈∼∽∼∼ ∼∽∼∼∼ ∼∼∽∼≈∼∼∽∼ ∼∽∼∼≈∼ ∼∼∽∼∼ ≈∼∽∼∼∼∽ ∼∼≈∼∽∼∼ ∼∽∼∼∼ ∼∼∽∼≈∼∼∽∼ ∼∽∼∼≈∼ ∼∼∽∼: [64, 58, 1009, 65]
- text-line-placeholder: ∼∼∽ ∼∼≈∼∽∼∼ ∼∽∼∼∼ ∼∼∽∼≈∼∼∽∼ ∼∽∼∼≈∼ ∼∼∽∼∼ ≈∼∽∼∼∼∽ ∼∼≈∼∽∼∼ ∼∽∼∼∼ ∼∼∽∼≈∼∼∽∼ ∼∽∼∼≈∼ ∼∼∽∼∼ ≈∼∽∼∼∼∽ ∼∼≈∼∽∼∼ ∼∽∼∼∼ ∼∼∽∼≈∼∼∽∼ ∼∽∼∼≈∼ ∼∼∽∼∼ ≈∼∽∼∼∼∽ ∼∼≈∼∽∼∼ ∼∽∼∼∼ ∼∼∽∼≈∼∼∽∼ ∼∽∼∼≈∼ ∼∼∽∼∼ ≈∼∽∼∼∼∽ ∼∼≈∼∽∼∼ ∼∽∼∼∼ ∼∼∽∼≈∼∼∽∼ ∼∽∼∼≈∼ ∼∼∽∼∼ ≈∼∽∼: [64, 300, 1009, 307]
- paragraph: [64, 194, 1009, 213]
- text-line-placeholder: ∼∼ ∼∽∼∼∼ ∼∼∽∼≈∼∼∽∼ ∼∽∼∼≈∼ ∼∼∽∼∼ ≈∼∽∼∼∼∽ ∼∼≈∼∽∼∼ ∼∽∼∼∼ ∼∼∽∼≈∼∼∽∼ ∼∽∼∼≈∼ ∼∼∽∼∼ ≈∼∽∼∼∼∽ ∼∼≈∼∽∼∼ ∼∽∼∼∼ ∼∼∽∼≈∼∼∽∼ ∼∽∼∼≈∼ ∼∼∽∼∼ ≈∼∽∼∼∼∽ ∼∼≈∼∽∼∼ ∼∽∼∼∼ ∼∼∽∼≈∼∼∽∼ ∼∽∼∼≈∼ ∼∼∽∼∼ ≈∼∽∼∼∼∽ ∼∼≈∼∽∼∼ ∼∽∼∼∼ ∼∼∽∼≈∼∼∽∼ ∼∽∼∼≈∼ ∼∼∽∼∼ ≈∼∽∼∼∼∽ ∼∼≈∼∽: [64, 812, 1009, 819]
- text-line-placeholder: ∼∽∼∼∼ ∼∼∽∼≈∼∼∽∼ ∼∽∼∼≈∼ ∼∼∽∼∼ ≈∼∽∼∼∼∽ ∼∼≈∼∽∼∼ ∼∽∼∼∼ ∼∼∽∼≈∼∼∽∼ ∼∽∼∼≈∼ ∼∼∽∼∼ ≈∼∽∼∼∼∽ ∼∼≈∼∽∼∼ ∼∽∼∼∼ ∼∼∽∼≈∼∼∽∼ ∼∽∼∼≈∼ ∼∼∽∼∼ ≈∼∽∼∼∼∽ ∼∼≈∼∽∼∼ ∼∽∼∼∼ ∼∼∽∼≈∼∼∽∼ ∼∽∼∼≈∼ ∼∼∽∼∼ ≈∼∽∼∼∼∽ ∼∼≈∼∽∼∼ ∼∽∼∼∼ ∼∼∽∼≈∼∼∽∼ ∼∽∼∼≈∼ ∼∼∽∼∼ ≈∼∽∼∼∼∽ ∼∼≈∼∽∼∼: [64, 222, 1008, 229]
- text-line-placeholder: ∽∼∼≈∼ ∼∼∽∼∼ ≈∼∽∼∼∼∽ ∼∼≈∼∽∼∼ ∼∽∼∼∼ ∼∼∽∼≈∼∼∽∼ ∼∽∼∼≈∼ ∼∼∽∼∼ ≈∼∽∼∼∼∽ ∼∼≈∼∽∼∼ ∼∽∼∼∼ ∼∼∽∼≈∼∼∽∼ ∼∽∼∼≈∼ ∼∼∽∼∼ ≈∼∽∼∼∼∽ ∼∼≈∼∽∼∼ ∼∽∼∼∼ ∼∼∽∼≈∼∼∽∼ ∼∽∼∼≈∼ ∼∼∽∼∼ ≈∼∽∼∼∼∽ ∼∼≈∼∽∼∼ ∼∽∼∼∼ ∼∼∽∼≈∼∼∽∼ ∼∽∼∼≈∼ ∼∼∽∼∼ ≈∼∽∼∼∼∽ ∼∼≈∼∽∼∼ ∼∽∼∼∼ ∼∼∽∼≈∼∼∽∼ ∼: [64, 343, 1009, 350]
- text-line-placeholder: ∼∽∼∼ ≈∼∽∼∼∼∽ ∼∼≈∼∽∼∼ ∼∽∼∼∼ ∼∼∽∼≈∼∼∽∼ ∼∽∼∼≈∼ ∼∼∽∼∼ ≈∼∽∼∼∼∽ ∼∼≈∼∽∼∼ ∼∽∼∼∼ ∼∼∽∼≈∼∼∽∼ ∼∽∼∼≈∼ ∼∼∽∼∼ ≈∼∽∼∼∼∽ ∼∼≈∼∽∼∼ ∼∽∼∼∼ ∼∼∽∼≈∼∼∽∼ ∼∽∼∼≈∼ ∼∼∽∼∼ ≈∼∽∼∼∼∽ ∼∼≈∼∽∼∼ ∼∽∼∼∼ ∼∼∽∼≈∼∼∽∼ ∼∽∼∼≈∼ ∼∼∽∼∼ ≈∼∽∼∼∼∽ ∼∼≈∼∽∼∼ ∼∽∼∼∼ ∼∼∽∼≈∼∼∽∼ ∼∽∼∼≈∼ ∼: [64, 281, 1009, 288]
- text-line-placeholder: ∼∼∽∼≈∼∼∽∼ ∼∽∼∼≈∼ ∼∼∽∼∼ ≈∼∽∼∼∼∽ ∼∼≈∼∽∼∼ ∼∽∼∼∼ ∼∼∽∼≈∼∼∽∼ ∼∽∼∼≈∼ ∼∼∽∼∼ ≈∼∽∼∼∼∽ ∼∼≈∼∽∼∼ ∼∽∼∼∼ ∼∼∽∼≈∼∼∽∼ ∼∽∼∼≈∼ ∼∼∽∼∼ ≈∼∽∼∼∼∽ ∼∼≈∼∽∼∼ ∼∽∼∼∼ ∼∼∽∼≈∼∼∽∼ ∼∽∼∼≈∼ ∼∼∽∼∼ ≈∼∽∼∼∼∽ ∼∼≈∼∽∼∼ ∼∽∼∼∼ ∼∼∽∼≈∼∼∽∼ ∼∽∼∼≈∼ ∼∼∽∼∼ ≈∼∽∼∼∼∽ ∼∼≈∼∽∼∼ ∼∽∼∼∼: [64, 14, 1008, 20]
- text-line-placeholder: ≈∼ ∼∼∽∼∼ ≈∼∽∼∼∼∽ ∼∼≈∼∽∼∼ ∼∽∼∼∼ ∼∼∽∼≈∼∼∽∼ ∼∽∼∼≈∼ ∼∼∽∼∼ ≈∼∽∼∼∼∽ ∼∼≈∼∽∼∼ ∼∽∼∼∼ ∼∼∽∼≈∼∼∽∼ ∼∽∼∼≈∼ ∼∼∽∼∼ ≈∼∽∼∼∼∽ ∼∼≈∼∽∼∼ ∼∽∼∼∼ ∼∼∽∼≈∼∼∽∼ ∼∽∼∼≈∼ ∼∼∽∼∼ ≈∼∽∼∼∼∽ ∼∼≈∼∽∼∼ ∼∽∼∼∼ ∼∼∽∼≈∼∼∽∼ ∼∽∼∼≈∼ ∼∼∽∼∼ ≈∼∽∼∼∼∽ ∼∼≈∼∽∼∼ ∼∽∼∼∼ ∼∼∽∼≈∼∼∽∼ ∼∽∼∼: [64, 881, 1009, 888]
- text-line-placeholder: ∼∼≈∼∽∼∼ ∼∽∼∼∼ ∼∼∽∼≈∼∼∽∼ ∼∽∼∼≈∼ ∼∼∽∼∼ ≈∼∽∼∼∼∽ ∼∼≈∼∽∼∼ ∼∽∼∼∼ ∼∼∽∼≈∼∼∽∼ ∼∽∼∼≈∼ ∼∼∽∼∼ ≈∼∽∼∼∼∽ ∼∼≈∼∽∼∼ ∼∽∼∼∼ ∼∼∽∼≈∼∼∽∼ ∼∽∼∼≈∼ ∼∼∽∼∼ ≈∼∽∼∼∼∽ ∼∼≈∼∽∼∼ ∼∽∼∼∼ ∼∼∽∼≈∼∼∽∼ ∼∽∼∼≈∼ ∼∼∽∼∼ ≈∼∽∼∼∼∽ ∼∼≈∼∽∼∼ ∼∽∼∼∼ ∼∼∽∼≈∼∼∽∼ ∼∽∼∼≈∼ ∼∼∽∼∼ ≈∼∽∼∼∼∽: [64, 76, 1008, 83]
- text-line-placeholder: ∼∼∽∼≈∼∼∽∼ ∼∽∼∼≈∼ ∼∼∽∼∼ ≈∼∽∼∼∼∽ ∼∼≈∼∽∼∼ ∼∽∼∼∼ ∼∼∽∼≈∼∼∽∼ ∼∽∼∼≈∼ ∼∼∽∼∼ ≈∼∽∼∼∼∽ ∼∼≈∼∽∼∼ ∼∽∼∼∼ ∼∼∽∼≈∼∼∽∼ ∼∽∼∼≈∼ ∼∼∽∼∼ ≈∼∽∼∼∼∽ ∼∼≈∼∽∼∼ ∼∽∼∼∼ ∼∼∽∼≈∼∼∽∼ ∼∽∼∼≈∼ ∼∼∽∼∼ ≈∼∽∼∼∼∽ ∼∼≈∼∽∼∼ ∼∽∼∼∼ ∼∼∽∼≈∼∼∽∼ ∼∽∼∼≈∼ ∼∼∽∼∼ ≈∼∽∼∼∼∽ ∼∼≈∼∽∼∼ ∼∽∼∼∼: [64, 737, 1008, 744]
- text-line-placeholder: ∼∼∽ ∼∼≈∼∽∼∼ ∼∽∼∼∼ ∼∼∽∼≈∼∼∽∼ ∼∽∼∼≈∼ ∼∼∽∼∼ ≈∼∽∼∼∼∽ ∼∼≈∼∽∼∼ ∼∽∼∼∼ ∼∼∽∼≈∼∼∽∼ ∼∽∼∼≈∼ ∼∼∽∼∼ ≈∼∽∼∼∼∽ ∼∼≈∼∽∼∼ ∼∽∼∼∼ ∼∼∽∼≈∼∼∽∼ ∼∽∼∼≈∼ ∼∼∽∼∼ ≈∼∽∼∼∼∽ ∼∼≈∼∽∼∼ ∼∽∼∼∼ ∼∼∽∼≈∼∼∽∼ ∼∽∼∼≈∼ ∼∼∽∼∼ ≈∼∽∼∼∼∽ ∼∼≈∼∽∼∼ ∼∽∼∼∼ ∼∼∽∼≈∼∼∽∼ ∼∽∼∼≈∼ ∼∼∽∼∼ ≈∼∽∼: [64, 506, 1009, 513]
- paragraph: [64, 352, 1009, 365]
- text-line-placeholder: ≈∼ ∼∼∽∼∼ ≈∼∽∼∼∼∽ ∼∼≈∼∽∼∼ ∼∽∼∼∼ ∼∼∽∼≈∼∼∽∼ ∼∽∼∼≈∼ ∼∼∽∼∼ ≈∼∽∼∼∼∽ ∼∼≈∼∽∼∼ ∼∽∼∼∼ ∼∼∽∼≈∼∼∽∼ ∼∽∼∼≈∼ ∼∼∽∼∼ ≈∼∽∼∼∼∽ ∼∼≈∼∽∼∼ ∼∽∼∼∼ ∼∼∽∼≈∼∼∽∼ ∼∽∼∼≈∼ ∼∼∽∼∼ ≈∼∽∼∼∼∽ ∼∼≈∼∽∼∼ ∼∽∼∼∼ ∼∼∽∼≈∼∼∽∼ ∼∽∼∼≈∼ ∼∼∽∼∼ ≈∼∽∼∼∼∽ ∼∼≈∼∽∼∼ ∼∽∼∼∼ ∼∼∽∼≈∼∼∽∼ ∼∽∼∼: [64, 151, 1009, 158]
- text-line-placeholder: ∼∼ ∼∽∼∼∼ ∼∼∽∼≈∼∼∽∼ ∼∽∼∼≈∼ ∼∼∽∼∼ ≈∼∽∼∼∼∽ ∼∼≈∼∽∼∼ ∼∽∼∼∼ ∼∼∽∼≈∼∼∽∼ ∼∽∼∼≈∼ ∼∼∽∼∼ ≈∼∽∼∼∼∽ ∼∼≈∼∽∼∼ ∼∽∼∼∼ ∼∼∽∼≈∼∼∽∼ ∼∽∼∼≈∼ ∼∼∽∼∼ ≈∼∽∼∼∼∽ ∼∼≈∼∽∼∼ ∼∽∼∼∼ ∼∼∽∼≈∼∼∽∼ ∼∽∼∼≈∼ ∼∼∽∼∼ ≈∼∽∼∼∼∽ ∼∼≈∼∽∼∼ ∼∽∼∼∼ ∼∼∽∼≈∼∼∽∼ ∼∽∼∼≈∼ ∼∼∽∼∼ ≈∼∽∼∼∼∽ ∼∼≈∼∽: [64, 525, 1009, 532]
- text-line-placeholder: ∼∼ ∼∼∽∼≈∼∼∽∼ ∼∽∼∼≈∼ ∼∼∽∼∼ ≈∼∽∼∼∼∽ ∼∼≈∼∽∼∼ ∼∽∼∼∼ ∼∼∽∼≈∼∼∽∼ ∼∽∼∼≈∼ ∼∼∽∼∼ ≈∼∽∼∼∼∽ ∼∼≈∼∽∼∼ ∼∽∼∼∼ ∼∼∽∼≈∼∼∽∼ ∼∽∼∼≈∼ ∼∼∽∼∼ ≈∼∽∼∼∼∽ ∼∼≈∼∽∼∼ ∼∽∼∼∼ ∼∼∽∼≈∼∼∽∼ ∼∽∼∼≈∼ ∼∼∽∼∼ ≈∼∽∼∼∼∽ ∼∼≈∼∽∼∼ ∼∽∼∼∼ ∼∼∽∼≈∼∼∽∼ ∼∽∼∼≈∼ ∼∼∽∼∼ ≈∼∽∼∼∼∽ ∼∼≈∼∽∼∼ ∼∽∼: [64, 589, 1009, 596]
- text-line-placeholder: ∽∼∼ ∼∽∼∼∼ ∼∼∽∼≈∼∼∽∼ ∼∽∼∼≈∼ ∼∼∽∼∼ ≈∼∽∼∼∼∽ ∼∼≈∼∽∼∼ ∼∽∼∼∼ ∼∼∽∼≈∼∼∽∼ ∼∽∼∼≈∼ ∼∼∽∼∼ ≈∼∽∼∼∼∽ ∼∼≈∼∽∼∼ ∼∽∼∼∼ ∼∼∽∼≈∼∼∽∼ ∼∽∼∼≈∼ ∼∼∽∼∼ ≈∼∽∼∼∼∽ ∼∼≈∼∽∼∼ ∼∽∼∼∼ ∼∼∽∼≈∼∼∽∼ ∼∽∼∼≈∼ ∼∼∽∼∼ ≈∼∽∼∼∼∽ ∼∼≈∼∽∼∼ ∼∽∼∼∼ ∼∼∽∼≈∼∼∽∼ ∼∽∼∼≈∼ ∼∼∽∼∼ ≈∼∽∼∼∼∽ ∼∼≈∼: [64, 215, 1009, 222]
- text-line-placeholder: ∼∼≈∼∽∼∼ ∼∽∼∼∼ ∼∼∽∼≈∼∼∽∼ ∼∽∼∼≈∼ ∼∼∽∼∼ ≈∼∽∼∼∼∽ ∼∼≈∼∽∼∼ ∼∽∼∼∼ ∼∼∽∼≈∼∼∽∼ ∼∽∼∼≈∼ ∼∼∽∼∼ ≈∼∽∼∼∼∽ ∼∼≈∼∽∼∼ ∼∽∼∼∼ ∼∼∽∼≈∼∼∽∼ ∼∽∼∼≈∼ ∼∼∽∼∼ ≈∼∽∼∼∼∽ ∼∼≈∼∽∼∼ ∼∽∼∼∼ ∼∼∽∼≈∼∼∽∼ ∼∽∼∼≈∼ ∼∼∽∼∼ ≈∼∽∼∼∼∽ ∼∼≈∼∽∼∼ ∼∽∼∼∼ ∼∼∽∼≈∼∼∽∼ ∼∽∼∼≈∼ ∼∼∽∼∼ ≈∼∽∼∼∼∽: [64, 800, 1008, 807]
- paragraph: [64, 334, 1009, 341]
- text-line-placeholder: ∼≈∼∽∼∼ ∼∽∼∼∼ ∼∼∽∼≈∼∼∽∼ ∼∽∼∼≈∼ ∼∼∽∼∼ ≈∼∽∼∼∼∽ ∼∼≈∼∽∼∼ ∼∽∼∼∼ ∼∼∽∼≈∼∼∽∼ ∼∽∼∼≈∼ ∼∼∽∼∼ ≈∼∽∼∼∼∽ ∼∼≈∼∽∼∼ ∼∽∼∼∼ ∼∼∽∼≈∼∼∽∼ ∼∽∼∼≈∼ ∼∼∽∼∼ ≈∼∽∼∼∼∽ ∼∼≈∼∽∼∼ ∼∽∼∼∼ ∼∼∽∼≈∼∼∽∼ ∼∽∼∼≈∼ ∼∼∽∼∼ ≈∼∽∼∼∼∽ ∼∼≈∼∽∼∼ ∼∽∼∼∼ ∼∼∽∼≈∼∼∽∼ ∼∽∼∼≈∼ ∼∼∽∼∼ ≈∼∽∼∼∼∽ ∼: [64, 697, 1009, 704]
- paragraph: [64, 404, 1009, 423]
- text-line-placeholder: ∼∽∼∼∼∽ ∼∼≈∼∽∼∼ ∼∽∼∼∼ ∼∼∽∼≈∼∼∽∼ ∼∽∼∼≈∼ ∼∼∽∼∼ ≈∼∽∼∼∼∽ ∼∼≈∼∽∼∼ ∼∽∼∼∼ ∼∼∽∼≈∼∼∽∼ ∼∽∼∼≈∼ ∼∼∽∼∼ ≈∼∽∼∼∼∽ ∼∼≈∼∽∼∼ ∼∽∼∼∼ ∼∼∽∼≈∼∼∽∼ ∼∽∼∼≈∼ ∼∼∽∼∼ ≈∼∽∼∼∼∽ ∼∼≈∼∽∼∼ ∼∽∼∼∼ ∼∼∽∼≈∼∼∽∼ ∼∽∼∼≈∼ ∼∼∽∼∼ ≈∼∽∼∼∼∽ ∼∼≈∼∽∼∼ ∼∽∼∼∼ ∼∼∽∼≈∼∼∽∼ ∼∽∼∼≈∼ ∼∼∽∼∼ ≈: [64, 294, 1009, 301]
- text-line-placeholder: ∼∽∼∼∼ ∼∼∽∼≈∼∼∽∼ ∼∽∼∼≈∼ ∼∼∽∼∼ ≈∼∽∼∼∼∽ ∼∼≈∼∽∼∼ ∼∽∼∼∼ ∼∼∽∼≈∼∼∽∼ ∼∽∼∼≈∼ ∼∼∽∼∼ ≈∼∽∼∼∼∽ ∼∼≈∼∽∼∼ ∼∽∼∼∼ ∼∼∽∼≈∼∼∽∼ ∼∽∼∼≈∼ ∼∼∽∼∼ ≈∼∽∼∼∼∽ ∼∼≈∼∽∼∼ ∼∽∼∼∼ ∼∼∽∼≈∼∼∽∼ ∼∽∼∼≈∼ ∼∼∽∼∼ ≈∼∽∼∼∼∽ ∼∼≈∼∽∼∼ ∼∽∼∼∼ ∼∼∽∼≈∼∼∽∼ ∼∽∼∼≈∼ ∼∼∽∼∼ ≈∼∽∼∼∼∽ ∼∼≈∼∽∼∼: [64, 404, 1008, 411]
- text-line-placeholder: ∼∼ ∼∼∽∼≈∼∼∽∼ ∼∽∼∼≈∼ ∼∼∽∼∼ ≈∼∽∼∼∼∽ ∼∼≈∼∽∼∼ ∼∽∼∼∼ ∼∼∽∼≈∼∼∽∼ ∼∽∼∼≈∼ ∼∼∽∼∼ ≈∼∽∼∼∼∽ ∼∼≈∼∽∼∼ ∼∽∼∼∼ ∼∼∽∼≈∼∼∽∼ ∼∽∼∼≈∼ ∼∼∽∼∼ ≈∼∽∼∼∼∽ ∼∼≈∼∽∼∼ ∼∽∼∼∼ ∼∼∽∼≈∼∼∽∼ ∼∽∼∼≈∼ ∼∼∽∼∼ ≈∼∽∼∼∼∽ ∼∼≈∼∽∼∼ ∼∽∼∼∼ ∼∼∽∼≈∼∼∽∼ ∼∽∼∼≈∼ ∼∼∽∼∼ ≈∼∽∼∼∼∽ ∼∼≈∼∽∼∼ ∼∽∼: [64, 731, 1009, 738]
- paragraph: [64, 631, 1009, 682]
- text-line-placeholder: ∼∼∽∼∼ ≈∼∽∼∼∼∽ ∼∼≈∼∽∼∼ ∼∽∼∼∼ ∼∼∽∼≈∼∼∽∼ ∼∽∼∼≈∼ ∼∼∽∼∼ ≈∼∽∼∼∼∽ ∼∼≈∼∽∼∼ ∼∽∼∼∼ ∼∼∽∼≈∼∼∽∼ ∼∽∼∼≈∼ ∼∼∽∼∼ ≈∼∽∼∼∼∽ ∼∼≈∼∽∼∼ ∼∽∼∼∼ ∼∼∽∼≈∼∼∽∼ ∼∽∼∼≈∼ ∼∼∽∼∼ ≈∼∽∼∼∼∽ ∼∼≈∼∽∼∼ ∼∽∼∼∼ ∼∼∽∼≈∼∼∽∼ ∼∽∼∼≈∼ ∼∼∽∼∼ ≈∼∽∼∼∼∽ ∼∼≈∼∽∼∼ ∼∽∼∼∼ ∼∼∽∼≈∼∼∽∼ ∼∽∼∼≈∼: [64, 111, 1008, 118]
- text-line-placeholder: ∼∽∼∼ ≈∼∽∼∼∼∽ ∼∼≈∼∽∼∼ ∼∽∼∼∼ ∼∼∽∼≈∼∼∽∼ ∼∽∼∼≈∼ ∼∼∽∼∼ ≈∼∽∼∼∼∽ ∼∼≈∼∽∼∼ ∼∽∼∼∼ ∼∼∽∼≈∼∼∽∼ ∼∽∼∼≈∼ ∼∼∽∼∼ ≈∼∽∼∼∼∽ ∼∼≈∼∽∼∼ ∼∽∼∼∼ ∼∼∽∼≈∼∼∽∼ ∼∽∼∼≈∼ ∼∼∽∼∼ ≈∼∽∼∼∼∽ ∼∼≈∼∽∼∼ ∼∽∼∼∼ ∼∼∽∼≈∼∼∽∼ ∼∽∼∼≈∼ ∼∼∽∼∼ ≈∼∽∼∼∼∽ ∼∼≈∼∽∼∼ ∼∽∼∼∼ ∼∼∽∼≈∼∼∽∼ ∼∽∼∼≈∼ ∼: [64, 352, 1009, 359]
- text-line-placeholder: ∼∼ ∼∽∼∼∼ ∼∼∽∼≈∼∼∽∼ ∼∽∼∼≈∼ ∼∼∽∼∼ ≈∼∽∼∼∼∽ ∼∼≈∼∽∼∼ ∼∽∼∼∼ ∼∼∽∼≈∼∼∽∼ ∼∽∼∼≈∼ ∼∼∽∼∼ ≈∼∽∼∼∼∽ ∼∼≈∼∽∼∼ ∼∽∼∼∼ ∼∼∽∼≈∼∼∽∼ ∼∽∼∼≈∼ ∼∼∽∼∼ ≈∼∽∼∼∼∽ ∼∼≈∼∽∼∼ ∼∽∼∼∼ ∼∼∽∼≈∼∼∽∼ ∼∽∼∼≈∼ ∼∼∽∼∼ ≈∼∽∼∼∼∽ ∼∼≈∼∽∼∼ ∼∽∼∼∼ ∼∼∽∼≈∼∼∽∼ ∼∽∼∼≈∼ ∼∼∽∼∼ ≈∼∽∼∼∼∽ ∼∼≈∼∽: [64, 718, 1009, 725]
- paragraph: [64, 616, 1009, 629]
- text-line-placeholder: ∽∼∼ ∼∽∼∼∼ ∼∼∽∼≈∼∼∽∼ ∼∽∼∼≈∼ ∼∼∽∼∼ ≈∼∽∼∼∼∽ ∼∼≈∼∽∼∼ ∼∽∼∼∼ ∼∼∽∼≈∼∼∽∼ ∼∽∼∼≈∼ ∼∼∽∼∼ ≈∼∽∼∼∼∽ ∼∼≈∼∽∼∼ ∼∽∼∼∼ ∼∼∽∼≈∼∼∽∼ ∼∽∼∼≈∼ ∼∼∽∼∼ ≈∼∽∼∼∼∽ ∼∼≈∼∽∼∼ ∼∽∼∼∼ ∼∼∽∼≈∼∼∽∼ ∼∽∼∼≈∼ ∼∼∽∼∼ ≈∼∽∼∼∼∽ ∼∼≈∼∽∼∼ ∼∽∼∼∼ ∼∼∽∼≈∼∼∽∼ ∼∽∼∼≈∼ ∼∼∽∼∼ ≈∼∽∼∼∼∽ ∼∼≈∼: [64, 703, 1009, 710]
- text-line-placeholder: ∼∼∽∼ ∼∽∼∼≈∼ ∼∼∽∼∼ ≈∼∽∼∼∼∽ ∼∼≈∼∽∼∼ ∼∽∼∼∼ ∼∼∽∼≈∼∼∽∼ ∼∽∼∼≈∼ ∼∼∽∼∼ ≈∼∽∼∼∼∽ ∼∼≈∼∽∼∼ ∼∽∼∼∼ ∼∼∽∼≈∼∼∽∼ ∼∽∼∼≈∼ ∼∼∽∼∼ ≈∼∽∼∼∼∽ ∼∼≈∼∽∼∼ ∼∽∼∼∼ ∼∼∽∼≈∼∼∽∼ ∼∽∼∼≈∼ ∼∼∽∼∼ ≈∼∽∼∼∼∽ ∼∼≈∼∽∼∼ ∼∽∼∼∼ ∼∼∽∼≈∼∼∽∼ ∼∽∼∼≈∼ ∼∼∽∼∼ ≈∼∽∼∼∼∽ ∼∼≈∼∽∼∼ ∼∽∼∼∼ ∼∼∽∼≈: [64, 862, 1009, 869]
- paragraph: [64, 821, 1009, 854]
- text-line-placeholder: ∼∼∼∽ ∼∼≈∼∽∼∼ ∼∽∼∼∼ ∼∼∽∼≈∼∼∽∼ ∼∽∼∼≈∼ ∼∼∽∼∼ ≈∼∽∼∼∼∽ ∼∼≈∼∽∼∼ ∼∽∼∼∼ ∼∼∽∼≈∼∼∽∼ ∼∽∼∼≈∼ ∼∼∽∼∼ ≈∼∽∼∼∼∽ ∼∼≈∼∽∼∼ ∼∽∼∼∼ ∼∼∽∼≈∼∼∽∼ ∼∽∼∼≈∼ ∼∼∽∼∼ ≈∼∽∼∼∼∽ ∼∼≈∼∽∼∼ ∼∽∼∼∼ ∼∼∽∼≈∼∼∽∼ ∼∽∼∼≈∼ ∼∼∽∼∼ ≈∼∽∼∼∼∽ ∼∼≈∼∽∼∼ ∼∽∼∼∼ ∼∼∽∼≈∼∼∽∼ ∼∽∼∼≈∼ ∼∼∽∼∼ ≈∼∽: [64, 472, 1009, 479]
- text-line-placeholder: ≈∼∽∼∼∼∽ ∼∼≈∼∽∼∼ ∼∽∼∼∼ ∼∼∽∼≈∼∼∽∼ ∼∽∼∼≈∼ ∼∼∽∼∼ ≈∼∽∼∼∼∽ ∼∼≈∼∽∼∼ ∼∽∼∼∼ ∼∼∽∼≈∼∼∽∼ ∼∽∼∼≈∼ ∼∼∽∼∼ ≈∼∽∼∼∼∽ ∼∼≈∼∽∼∼ ∼∽∼∼∼ ∼∼∽∼≈∼∼∽∼ ∼∽∼∼≈∼ ∼∼∽∼∼ ≈∼∽∼∼∼∽ ∼∼≈∼∽∼∼ ∼∽∼∼∼ ∼∼∽∼≈∼∼∽∼ ∼∽∼∼≈∼ ∼∼∽∼∼ ≈∼∽∼∼∼∽ ∼∼≈∼∽∼∼ ∼∽∼∼∼ ∼∼∽∼≈∼∼∽∼ ∼∽∼∼≈∼ ∼∼∽∼∼: [64, 637, 1008, 644]
- text-line-placeholder: ∼∽∼∼≈∼ ∼∼∽∼∼ ≈∼∽∼∼∼∽ ∼∼≈∼∽∼∼ ∼∽∼∼∼ ∼∼∽∼≈∼∼∽∼ ∼∽∼∼≈∼ ∼∼∽∼∼ ≈∼∽∼∼∼∽ ∼∼≈∼∽∼∼ ∼∽∼∼∼ ∼∼∽∼≈∼∼∽∼ ∼∽∼∼≈∼ ∼∼∽∼∼ ≈∼∽∼∼∼∽ ∼∼≈∼∽∼∼ ∼∽∼∼∼ ∼∼∽∼≈∼∼∽∼ ∼∽∼∼≈∼ ∼∼∽∼∼ ≈∼∽∼∼∼∽ ∼∼≈∼∽∼∼ ∼∽∼∼∼ ∼∼∽∼≈∼∼∽∼ ∼∽∼∼≈∼ ∼∼∽∼∼ ≈∼∽∼∼∼∽ ∼∼≈∼∽∼∼ ∼∽∼∼∼ ∼∼∽∼≈∼∼∽∼: [64, 32, 1008, 39]
- text-line-placeholder: ∼≈∼∼∽∼ ∼∽∼∼≈∼ ∼∼∽∼∼ ≈∼∽∼∼∼∽ ∼∼≈∼∽∼∼ ∼∽∼∼∼ ∼∼∽∼≈∼∼∽∼ ∼∽∼∼≈∼ ∼∼∽∼∼ ≈∼∽∼∼∼∽ ∼∼≈∼∽∼∼ ∼∽∼∼∼ ∼∼∽∼≈∼∼∽∼ ∼∽∼∼≈∼ ∼∼∽∼∼ ≈∼∽∼∼∼∽ ∼∼≈∼∽∼∼ ∼∽∼∼∼ ∼∼∽∼≈∼∼∽∼ ∼∽∼∼≈∼ ∼∼∽∼∼ ≈∼∽∼∼∼∽ ∼∼≈∼∽∼∼ ∼∽∼∼∼ ∼∼∽∼≈∼∼∽∼ ∼∽∼∼≈∼ ∼∼∽∼∼ ≈∼∽∼∼∼∽ ∼∼≈∼∽∼∼ ∼∽∼∼∼ ∼∼∽: [64, 20, 1009, 27]
- text-line-placeholder: ∼∽∼∼ ∼∽∼∼∼ ∼∼∽∼≈∼∼∽∼ ∼∽∼∼≈∼ ∼∼∽∼∼ ≈∼∽∼∼∼∽ ∼∼≈∼∽∼∼ ∼∽∼∼∼ ∼∼∽∼≈∼∼∽∼ ∼∽∼∼≈∼ ∼∼∽∼∼ ≈∼∽∼∼∼∽ ∼∼≈∼∽∼∼ ∼∽∼∼∼ ∼∼∽∼≈∼∼∽∼ ∼∽∼∼≈∼ ∼∼∽∼∼ ≈∼∽∼∼∼∽ ∼∼≈∼∽∼∼ ∼∽∼∼∼ ∼∼∽∼≈∼∼∽∼ ∼∽∼∼≈∼ ∼∼∽∼∼ ≈∼∽∼∼∼∽ ∼∼≈∼∽∼∼ ∼∽∼∼∼ ∼∼∽∼≈∼∼∽∼ ∼∽∼∼≈∼ ∼∼∽∼∼ ≈∼∽∼∼∼∽ ∼∼≈: [64, 206, 1009, 213]
- paragraph: [64, 607, 1009, 614]
- text-line-placeholder: ∼∼∽∼∼ ≈∼∽∼∼∼∽ ∼∼≈∼∽∼∼ ∼∽∼∼∼ ∼∼∽∼≈∼∼∽∼ ∼∽∼∼≈∼ ∼∼∽∼∼ ≈∼∽∼∼∼∽ ∼∼≈∼∽∼∼ ∼∽∼∼∼ ∼∼∽∼≈∼∼∽∼ ∼∽∼∼≈∼ ∼∼∽∼∼ ≈∼∽∼∼∼∽ ∼∼≈∼∽∼∼ ∼∽∼∼∼ ∼∼∽∼≈∼∼∽∼ ∼∽∼∼≈∼ ∼∼∽∼∼ ≈∼∽∼∼∼∽ ∼∼≈∼∽∼∼ ∼∽∼∼∼ ∼∼∽∼≈∼∼∽∼ ∼∽∼∼≈∼ ∼∼∽∼∼ ≈∼∽∼∼∼∽ ∼∼≈∼∽∼∼ ∼∽∼∼∼ ∼∼∽∼≈∼∼∽∼ ∼∽∼∼≈∼: [64, 157, 1008, 164]
- paragraph: [64, 395, 1009, 402]
- text-line-placeholder: ≈∼∽∼∼ ∼∽∼∼∼ ∼∼∽∼≈∼∼∽∼ ∼∽∼∼≈∼ ∼∼∽∼∼ ≈∼∽∼∼∼∽ ∼∼≈∼∽∼∼ ∼∽∼∼∼ ∼∼∽∼≈∼∼∽∼ ∼∽∼∼≈∼ ∼∼∽∼∼ ≈∼∽∼∼∼∽ ∼∼≈∼∽∼∼ ∼∽∼∼∼ ∼∼∽∼≈∼∼∽∼ ∼∽∼∼≈∼ ∼∼∽∼∼ ≈∼∽∼∼∼∽ ∼∼≈∼∽∼∼ ∼∽∼∼∼ ∼∼∽∼≈∼∼∽∼ ∼∽∼∼≈∼ ∼∼∽∼∼ ≈∼∽∼∼∼∽ ∼∼≈∼∽∼∼ ∼∽∼∼∼ ∼∼∽∼≈∼∼∽∼ ∼∽∼∼≈∼ ∼∼∽∼∼ ≈∼∽∼∼∼∽ ∼∼: [64, 312, 1009, 319]
- text-line-placeholder: ∽∼∼≈∼ ∼∼∽∼∼ ≈∼∽∼∼∼∽ ∼∼≈∼∽∼∼ ∼∽∼∼∼ ∼∼∽∼≈∼∼∽∼ ∼∽∼∼≈∼ ∼∼∽∼∼ ≈∼∽∼∼∼∽ ∼∼≈∼∽∼∼ ∼∽∼∼∼ ∼∼∽∼≈∼∼∽∼ ∼∽∼∼≈∼ ∼∼∽∼∼ ≈∼∽∼∼∼∽ ∼∼≈∼∽∼∼ ∼∽∼∼∼ ∼∼∽∼≈∼∼∽∼ ∼∽∼∼≈∼ ∼∼∽∼∼ ≈∼∽∼∼∼∽ ∼∼≈∼∽∼∼ ∼∽∼∼∼ ∼∼∽∼≈∼∼∽∼ ∼∽∼∼≈∼ ∼∼∽∼∼ ≈∼∽∼∼∼∽ ∼∼≈∼∽∼∼ ∼∽∼∼∼ ∼∼∽∼≈∼∼∽∼ ∼: [64, 440, 1009, 447]
- text-line-placeholder: ∼ ∼∼∽∼∼ ≈∼∽∼∼∼∽ ∼∼≈∼∽∼∼ ∼∽∼∼∼ ∼∼∽∼≈∼∼∽∼ ∼∽∼∼≈∼ ∼∼∽∼∼ ≈∼∽∼∼∼∽ ∼∼≈∼∽∼∼ ∼∽∼∼∼ ∼∼∽∼≈∼∼∽∼ ∼∽∼∼≈∼ ∼∼∽∼∼ ≈∼∽∼∼∼∽ ∼∼≈∼∽∼∼ ∼∽∼∼∼ ∼∼∽∼≈∼∼∽∼ ∼∽∼∼≈∼ ∼∼∽∼∼ ≈∼∽∼∼∼∽ ∼∼≈∼∽∼∼ ∼∽∼∼∼ ∼∼∽∼≈∼∼∽∼ ∼∽∼∼≈∼ ∼∼∽∼∼ ≈∼∽∼∼∼∽ ∼∼≈∼∽∼∼ ∼∽∼∼∼ ∼∼∽∼≈∼∼∽∼ ∼∽∼∼≈: [64, 275, 1009, 282]
- paragraph: [64, 855, 1009, 888]
- paragraph: [64, 577, 1009, 596]
- text-line-placeholder: ∼∼≈∼∽∼∼ ∼∽∼∼∼ ∼∼∽∼≈∼∼∽∼ ∼∽∼∼≈∼ ∼∼∽∼∼ ≈∼∽∼∼∼∽ ∼∼≈∼∽∼∼ ∼∽∼∼∼ ∼∼∽∼≈∼∼∽∼ ∼∽∼∼≈∼ ∼∼∽∼∼ ≈∼∽∼∼∼∽ ∼∼≈∼∽∼∼ ∼∽∼∼∼ ∼∼∽∼≈∼∼∽∼ ∼∽∼∼≈∼ ∼∼∽∼∼ ≈∼∽∼∼∼∽ ∼∼≈∼∽∼∼ ∼∽∼∼∼ ∼∼∽∼≈∼∼∽∼ ∼∽∼∼≈∼ ∼∼∽∼∼ ≈∼∽∼∼∼∽ ∼∼≈∼∽∼∼ ∼∽∼∼∼ ∼∼∽∼≈∼∼∽∼ ∼∽∼∼≈∼ ∼∼∽∼∼ ≈∼∽∼∼∼∽: [64, 656, 1008, 663]
- paragraph: [64, 684, 1009, 710]
- text-line-placeholder: ∼∽ ∼∼≈∼∽∼∼ ∼∽∼∼∼ ∼∼∽∼≈∼∼∽∼ ∼∽∼∼≈∼ ∼∼∽∼∼ ≈∼∽∼∼∼∽ ∼∼≈∼∽∼∼ ∼∽∼∼∼ ∼∼∽∼≈∼∼∽∼ ∼∽∼∼≈∼ ∼∼∽∼∼ ≈∼∽∼∼∼∽ ∼∼≈∼∽∼∼ ∼∽∼∼∼ ∼∼∽∼≈∼∼∽∼ ∼∽∼∼≈∼ ∼∼∽∼∼ ≈∼∽∼∼∼∽ ∼∼≈∼∽∼∼ ∼∽∼∼∼ ∼∼∽∼≈∼∼∽∼ ∼∽∼∼≈∼ ∼∼∽∼∼ ≈∼∽∼∼∼∽ ∼∼≈∼∽∼∼ ∼∽∼∼∼ ∼∼∽∼≈∼∼∽∼ ∼∽∼∼≈∼ ∼∼∽∼∼ ≈∼∽∼∼: [64, 194, 1009, 201]
- text-line-placeholder: ∼≈∼∼∽∼ ∼∽∼∼≈∼ ∼∼∽∼∼ ≈∼∽∼∼∼∽ ∼∼≈∼∽∼∼ ∼∽∼∼∼ ∼∼∽∼≈∼∼∽∼ ∼∽∼∼≈∼ ∼∼∽∼∼ ≈∼∽∼∼∼∽ ∼∼≈∼∽∼∼ ∼∽∼∼∼ ∼∼∽∼≈∼∼∽∼ ∼∽∼∼≈∼ ∼∼∽∼∼ ≈∼∽∼∼∼∽ ∼∼≈∼∽∼∼ ∼∽∼∼∼ ∼∼∽∼≈∼∼∽∼ ∼∽∼∼≈∼ ∼∼∽∼∼ ≈∼∽∼∼∼∽ ∼∼≈∼∽∼∼ ∼∽∼∼∼ ∼∼∽∼≈∼∼∽∼ ∼∽∼∼≈∼ ∼∼∽∼∼ ≈∼∽∼∼∼∽ ∼∼≈∼∽∼∼ ∼∽∼∼∼ ∼∼∽: [64, 249, 1009, 256]
- text-line-placeholder: ∼∽ ∼∼≈∼∽∼∼ ∼∽∼∼∼ ∼∼∽∼≈∼∼∽∼ ∼∽∼∼≈∼ ∼∼∽∼∼ ≈∼∽∼∼∼∽ ∼∼≈∼∽∼∼ ∼∽∼∼∼ ∼∼∽∼≈∼∼∽∼ ∼∽∼∼≈∼ ∼∼∽∼∼ ≈∼∽∼∼∼∽ ∼∼≈∼∽∼∼ ∼∽∼∼∼ ∼∼∽∼≈∼∼∽∼ ∼∽∼∼≈∼ ∼∼∽∼∼ ≈∼∽∼∼∼∽ ∼∼≈∼∽∼∼ ∼∽∼∼∼ ∼∼∽∼≈∼∼∽∼ ∼∽∼∼≈∼ ∼∼∽∼∼ ≈∼∽∼∼∼∽ ∼∼≈∼∽∼∼ ∼∽∼∼∼ ∼∼∽∼≈∼∼∽∼ ∼∽∼∼≈∼ ∼∼∽∼∼ ≈∼∽∼∼: [64, 650, 1009, 657]
- paragraph: [64, 598, 1009, 605]
- paragraph: [64, 434, 1009, 479]
- paragraph: [64, 425, 1009, 432]
- text-line-placeholder: ∼∼∽∼∼ ≈∼∽∼∼∼∽ ∼∼≈∼∽∼∼ ∼∽∼∼∼ ∼∼∽∼≈∼∼∽∼ ∼∽∼∼≈∼ ∼∼∽∼∼ ≈∼∽∼∼∼∽ ∼∼≈∼∽∼∼ ∼∽∼∼∼ ∼∼∽∼≈∼∼∽∼ ∼∽∼∼≈∼ ∼∼∽∼∼ ≈∼∽∼∼∼∽ ∼∼≈∼∽∼∼ ∼∽∼∼∼ ∼∼∽∼≈∼∼∽∼ ∼∽∼∼≈∼ ∼∼∽∼∼ ≈∼∽∼∼∼∽ ∼∼≈∼∽∼∼ ∼∽∼∼∼ ∼∼∽∼≈∼∼∽∼ ∼∽∼∼≈∼ ∼∼∽∼∼ ≈∼∽∼∼∼∽ ∼∼≈∼∽∼∼ ∼∽∼∼∼ ∼∼∽∼≈∼∼∽∼ ∼∽∼∼≈∼: [64, 453, 1008, 460]
- text-line-placeholder: ∼∼≈∼∽∼∼ ∼∽∼∼∼ ∼∼∽∼≈∼∼∽∼ ∼∽∼∼≈∼ ∼∼∽∼∼ ≈∼∽∼∼∼∽ ∼∼≈∼∽∼∼ ∼∽∼∼∼ ∼∼∽∼≈∼∼∽∼ ∼∽∼∼≈∼ ∼∼∽∼∼ ≈∼∽∼∼∼∽ ∼∼≈∼∽∼∼ ∼∽∼∼∼ ∼∼∽∼≈∼∼∽∼ ∼∽∼∼≈∼ ∼∼∽∼∼ ≈∼∽∼∼∼∽ ∼∼≈∼∽∼∼ ∼∽∼∼∼ ∼∼∽∼≈∼∼∽∼ ∼∽∼∼≈∼ ∼∼∽∼∼ ≈∼∽∼∼∼∽ ∼∼≈∼∽∼∼ ∼∽∼∼∼ ∼∼∽∼≈∼∼∽∼ ∼∽∼∼≈∼ ∼∼∽∼∼ ≈∼∽∼∼∼∽: [64, 142, 1008, 149]
- text-line-placeholder: ∼∽ ∼∼≈∼∽∼∼ ∼∽∼∼∼ ∼∼∽∼≈∼∼∽∼ ∼∽∼∼≈∼ ∼∼∽∼∼ ≈∼∽∼∼∼∽ ∼∼≈∼∽∼∼ ∼∽∼∼∼ ∼∼∽∼≈∼∼∽∼ ∼∽∼∼≈∼ ∼∼∽∼∼ ≈∼∽∼∼∼∽ ∼∼≈∼∽∼∼ ∼∽∼∼∼ ∼∼∽∼≈∼∼∽∼ ∼∽∼∼≈∼ ∼∼∽∼∼ ≈∼∽∼∼∼∽ ∼∼≈∼∽∼∼ ∼∽∼∼∼ ∼∼∽∼≈∼∼∽∼ ∼∽∼∼≈∼ ∼∼∽∼∼ ≈∼∽∼∼∼∽ ∼∼≈∼∽∼∼ ∼∽∼∼∼ ∼∼∽∼≈∼∼∽∼ ∼∽∼∼≈∼ ∼∼∽∼∼ ≈∼∽∼∼: [64, 136, 1009, 143]
- text-line-placeholder: ∽∼∼∼∽ ∼∼≈∼∽∼∼ ∼∽∼∼∼ ∼∼∽∼≈∼∼∽∼ ∼∽∼∼≈∼ ∼∼∽∼∼ ≈∼∽∼∼∼∽ ∼∼≈∼∽∼∼ ∼∽∼∼∼ ∼∼∽∼≈∼∼∽∼ ∼∽∼∼≈∼ ∼∼∽∼∼ ≈∼∽∼∼∼∽ ∼∼≈∼∽∼∼ ∼∽∼∼∼ ∼∼∽∼≈∼∼∽∼ ∼∽∼∼≈∼ ∼∼∽∼∼ ≈∼∽∼∼∼∽ ∼∼≈∼∽∼∼ ∼∽∼∼∼ ∼∼∽∼≈∼∼∽∼ ∼∽∼∼≈∼ ∼∼∽∼∼ ≈∼∽∼∼∼∽ ∼∼≈∼∽∼∼ ∼∽∼∼∼ ∼∼∽∼≈∼∼∽∼ ∼∽∼∼≈∼ ∼∼∽∼∼ ≈∼: [64, 644, 1009, 651]
- text-line-placeholder: ∽∼∼∼∽ ∼∼≈∼∽∼∼ ∼∽∼∼∼ ∼∼∽∼≈∼∼∽∼ ∼∽∼∼≈∼ ∼∼∽∼∼ ≈∼∽∼∼∼∽ ∼∼≈∼∽∼∼ ∼∽∼∼∼ ∼∼∽∼≈∼∼∽∼ ∼∽∼∼≈∼ ∼∼∽∼∼ ≈∼∽∼∼∼∽ ∼∼≈∼∽∼∼ ∼∽∼∼∼ ∼∼∽∼≈∼∼∽∼ ∼∽∼∼≈∼ ∼∼∽∼∼ ≈∼∽∼∼∼∽ ∼∼≈∼∽∼∼ ∼∽∼∼∼ ∼∼∽∼≈∼∼∽∼ ∼∽∼∼≈∼ ∼∼∽∼∼ ≈∼∽∼∼∼∽ ∼∼≈∼∽∼∼ ∼∽∼∼∼ ∼∼∽∼≈∼∼∽∼ ∼∽∼∼≈∼ ∼∼∽∼∼ ≈∼: [64, 129, 1009, 136]
- text-line-placeholder: ≈∼ ∼∼∽∼∼ ≈∼∽∼∼∼∽ ∼∼≈∼∽∼∼ ∼∽∼∼∼ ∼∼∽∼≈∼∼∽∼ ∼∽∼∼≈∼ ∼∼∽∼∼ ≈∼∽∼∼∼∽ ∼∼≈∼∽∼∼ ∼∽∼∼∼ ∼∼∽∼≈∼∼∽∼ ∼∽∼∼≈∼ ∼∼∽∼∼ ≈∼∽∼∼∼∽ ∼∼≈∼∽∼∼ ∼∽∼∼∼ ∼∼∽∼≈∼∼∽∼ ∼∽∼∼≈∼ ∼∼∽∼∼ ≈∼∽∼∼∼∽ ∼∼≈∼∽∼∼ ∼∽∼∼∼ ∼∼∽∼≈∼∼∽∼ ∼∽∼∼≈∼ ∼∼∽∼∼ ≈∼∽∼∼∼∽ ∼∼≈∼∽∼∼ ∼∽∼∼∼ ∼∼∽∼≈∼∼∽∼ ∼∽∼∼: [64, 447, 1009, 454]
- text-line-placeholder: ∼∽∼∼ ∼∽∼∼∼ ∼∼∽∼≈∼∼∽∼ ∼∽∼∼≈∼ ∼∼∽∼∼ ≈∼∽∼∼∼∽ ∼∼≈∼∽∼∼ ∼∽∼∼∼ ∼∼∽∼≈∼∼∽∼ ∼∽∼∼≈∼ ∼∼∽∼∼ ≈∼∽∼∼∼∽ ∼∼≈∼∽∼∼ ∼∽∼∼∼ ∼∼∽∼≈∼∼∽∼ ∼∽∼∼≈∼ ∼∼∽∼∼ ≈∼∽∼∼∼∽ ∼∼≈∼∽∼∼ ∼∽∼∼∼ ∼∼∽∼≈∼∼∽∼ ∼∽∼∼≈∼ ∼∼∽∼∼ ≈∼∽∼∼∼∽ ∼∼≈∼∽∼∼ ∼∽∼∼∼ ∼∼∽∼≈∼∼∽∼ ∼∽∼∼≈∼ ∼∼∽∼∼ ≈∼∽∼∼∼∽ ∼∼≈: [64, 386, 1009, 393]
- text-line-placeholder: ∼∼∼∽ ∼∼≈∼∽∼∼ ∼∽∼∼∼ ∼∼∽∼≈∼∼∽∼ ∼∽∼∼≈∼ ∼∼∽∼∼ ≈∼∽∼∼∼∽ ∼∼≈∼∽∼∼ ∼∽∼∼∼ ∼∼∽∼≈∼∼∽∼ ∼∽∼∼≈∼ ∼∼∽∼∼ ≈∼∽∼∼∼∽ ∼∼≈∼∽∼∼ ∼∽∼∼∼ ∼∼∽∼≈∼∼∽∼ ∼∽∼∼≈∼ ∼∼∽∼∼ ≈∼∽∼∼∼∽ ∼∼≈∼∽∼∼ ∼∽∼∼∼ ∼∼∽∼≈∼∼∽∼ ∼∽∼∼≈∼ ∼∼∽∼∼ ≈∼∽∼∼∼∽ ∼∼≈∼∽∼∼ ∼∽∼∼∼ ∼∼∽∼≈∼∼∽∼ ∼∽∼∼≈∼ ∼∼∽∼∼ ≈∼∽: [64, 684, 1009, 691]
- text-line-placeholder: ∼∼≈∼ ∼∼∽∼∼ ≈∼∽∼∼∼∽ ∼∼≈∼∽∼∼ ∼∽∼∼∼ ∼∼∽∼≈∼∼∽∼ ∼∽∼∼≈∼ ∼∼∽∼∼ ≈∼∽∼∼∼∽ ∼∼≈∼∽∼∼ ∼∽∼∼∼ ∼∼∽∼≈∼∼∽∼ ∼∽∼∼≈∼ ∼∼∽∼∼ ≈∼∽∼∼∼∽ ∼∼≈∼∽∼∼ ∼∽∼∼∼ ∼∼∽∼≈∼∼∽∼ ∼∽∼∼≈∼ ∼∼∽∼∼ ≈∼∽∼∼∼∽ ∼∼≈∼∽∼∼ ∼∽∼∼∼ ∼∼∽∼≈∼∼∽∼ ∼∽∼∼≈∼ ∼∼∽∼∼ ≈∼∽∼∼∼∽ ∼∼≈∼∽∼∼ ∼∽∼∼∼ ∼∼∽∼≈∼∼∽∼ ∼∽: [64, 39, 1009, 46]
- text-line-placeholder: ∼∽∼∼ ≈∼∽∼∼∼∽ ∼∼≈∼∽∼∼ ∼∽∼∼∼ ∼∼∽∼≈∼∼∽∼ ∼∽∼∼≈∼ ∼∼∽∼∼ ≈∼∽∼∼∼∽ ∼∼≈∼∽∼∼ ∼∽∼∼∼ ∼∼∽∼≈∼∼∽∼ ∼∽∼∼≈∼ ∼∼∽∼∼ ≈∼∽∼∼∼∽ ∼∼≈∼∽∼∼ ∼∽∼∼∼ ∼∼∽∼≈∼∼∽∼ ∼∽∼∼≈∼ ∼∼∽∼∼ ≈∼∽∼∼∼∽ ∼∼≈∼∽∼∼ ∼∽∼∼∼ ∼∼∽∼≈∼∼∽∼ ∼∽∼∼≈∼ ∼∼∽∼∼ ≈∼∽∼∼∼∽ ∼∼≈∼∽∼∼ ∼∽∼∼∼ ∼∼∽∼≈∼∼∽∼ ∼∽∼∼≈∼ ∼: [64, 487, 1009, 494]
- paragraph: [64, 215, 1009, 235]
- text-line-placeholder: ∼∽∼∼∼ ∼∼∽∼≈∼∼∽∼ ∼∽∼∼≈∼ ∼∼∽∼∼ ≈∼∽∼∼∼∽ ∼∼≈∼∽∼∼ ∼∽∼∼∼ ∼∼∽∼≈∼∼∽∼ ∼∽∼∼≈∼ ∼∼∽∼∼ ≈∼∽∼∼∼∽ ∼∼≈∼∽∼∼ ∼∽∼∼∼ ∼∼∽∼≈∼∼∽∼ ∼∽∼∼≈∼ ∼∼∽∼∼ ≈∼∽∼∼∼∽ ∼∼≈∼∽∼∼ ∼∽∼∼∼ ∼∼∽∼≈∼∼∽∼ ∼∽∼∼≈∼ ∼∼∽∼∼ ≈∼∽∼∼∼∽ ∼∼≈∼∽∼∼ ∼∽∼∼∼ ∼∼∽∼≈∼∼∽∼ ∼∽∼∼≈∼ ∼∼∽∼∼ ≈∼∽∼∼∼∽ ∼∼≈∼∽∼∼: [64, 583, 1008, 590]
- paragraph: [64, 237, 1009, 332]
- text-line-placeholder: ∼ ∼∽∼∼≈∼ ∼∼∽∼∼ ≈∼∽∼∼∼∽ ∼∼≈∼∽∼∼ ∼∽∼∼∼ ∼∼∽∼≈∼∼∽∼ ∼∽∼∼≈∼ ∼∼∽∼∼ ≈∼∽∼∼∼∽ ∼∼≈∼∽∼∼ ∼∽∼∼∼ ∼∼∽∼≈∼∼∽∼ ∼∽∼∼≈∼ ∼∼∽∼∼ ≈∼∽∼∼∼∽ ∼∼≈∼∽∼∼ ∼∽∼∼∼ ∼∼∽∼≈∼∼∽∼ ∼∽∼∼≈∼ ∼∼∽∼∼ ≈∼∽∼∼∼∽ ∼∼≈∼∽∼∼ ∼∽∼∼∼ ∼∼∽∼≈∼∼∽∼ ∼∽∼∼≈∼ ∼∼∽∼∼ ≈∼∽∼∼∼∽ ∼∼≈∼∽∼∼ ∼∽∼∼∼ ∼∼∽∼≈∼∼∽: [64, 868, 1009, 875]
- text-line-placeholder: ∼∽∼∼∼∽ ∼∼≈∼∽∼∼ ∼∽∼∼∼ ∼∼∽∼≈∼∼∽∼ ∼∽∼∼≈∼ ∼∼∽∼∼ ≈∼∽∼∼∼∽ ∼∼≈∼∽∼∼ ∼∽∼∼∼ ∼∼∽∼≈∼∼∽∼ ∼∽∼∼≈∼ ∼∼∽∼∼ ≈∼∽∼∼∼∽ ∼∼≈∼∽∼∼ ∼∽∼∼∼ ∼∼∽∼≈∼∼∽∼ ∼∽∼∼≈∼ ∼∼∽∼∼ ≈∼∽∼∼∼∽ ∼∼≈∼∽∼∼ ∼∽∼∼∼ ∼∼∽∼≈∼∼∽∼ ∼∽∼∼≈∼ ∼∼∽∼∼ ≈∼∽∼∼∼∽ ∼∼≈∼∽∼∼ ∼∽∼∼∼ ∼∼∽∼≈∼∼∽∼ ∼∽∼∼≈∼ ∼∼∽∼∼ ≈: [64, 172, 1009, 179]
- text-line-placeholder: ∽∼∼ ≈∼∽∼∼∼∽ ∼∼≈∼∽∼∼ ∼∽∼∼∼ ∼∼∽∼≈∼∼∽∼ ∼∽∼∼≈∼ ∼∼∽∼∼ ≈∼∽∼∼∼∽ ∼∼≈∼∽∼∼ ∼∽∼∼∼ ∼∼∽∼≈∼∼∽∼ ∼∽∼∼≈∼ ∼∼∽∼∼ ≈∼∽∼∼∼∽ ∼∼≈∼∽∼∼ ∼∽∼∼∼ ∼∼∽∼≈∼∼∽∼ ∼∽∼∼≈∼ ∼∼∽∼∼ ≈∼∽∼∼∼∽ ∼∼≈∼∽∼∼ ∼∽∼∼∼ ∼∼∽∼≈∼∼∽∼ ∼∽∼∼≈∼ ∼∼∽∼∼ ≈∼∽∼∼∼∽ ∼∼≈∼∽∼∼ ∼∽∼∼∼ ∼∼∽∼≈∼∼∽∼ ∼∽∼∼≈∼ ∼∼: [64, 117, 1009, 124]
- text-line-placeholder: ∼≈∼ ∼∼∽∼∼ ≈∼∽∼∼∼∽ ∼∼≈∼∽∼∼ ∼∽∼∼∼ ∼∼∽∼≈∼∼∽∼ ∼∽∼∼≈∼ ∼∼∽∼∼ ≈∼∽∼∼∼∽ ∼∼≈∼∽∼∼ ∼∽∼∼∼ ∼∼∽∼≈∼∼∽∼ ∼∽∼∼≈∼ ∼∼∽∼∼ ≈∼∽∼∼∼∽ ∼∼≈∼∽∼∼ ∼∽∼∼∼ ∼∼∽∼≈∼∼∽∼ ∼∽∼∼≈∼ ∼∼∽∼∼ ≈∼∽∼∼∼∽ ∼∼≈∼∽∼∼ ∼∽∼∼∼ ∼∼∽∼≈∼∼∽∼ ∼∽∼∼≈∼ ∼∼∽∼∼ ≈∼∽∼∼∼∽ ∼∼≈∼∽∼∼ ∼∽∼∼∼ ∼∼∽∼≈∼∼∽∼ ∼∽∼: [64, 104, 1009, 111]
- text-line-placeholder: ∼∽∼∼∼ ∼∼∽∼≈∼∼∽∼ ∼∽∼∼≈∼ ∼∼∽∼∼ ≈∼∽∼∼∼∽ ∼∼≈∼∽∼∼ ∼∽∼∼∼ ∼∼∽∼≈∼∼∽∼ ∼∽∼∼≈∼ ∼∼∽∼∼ ≈∼∽∼∼∼∽ ∼∼≈∼∽∼∼ ∼∽∼∼∼ ∼∼∽∼≈∼∼∽∼ ∼∽∼∼≈∼ ∼∼∽∼∼ ≈∼∽∼∼∼∽ ∼∼≈∼∽∼∼ ∼∽∼∼∼ ∼∼∽∼≈∼∼∽∼ ∼∽∼∼≈∼ ∼∼∽∼∼ ≈∼∽∼∼∼∽ ∼∼≈∼∽∼∼ ∼∽∼∼∼ ∼∼∽∼≈∼∼∽∼ ∼∽∼∼≈∼ ∼∼∽∼∼ ≈∼∽∼∼∼∽ ∼∼≈∼∽∼∼: [64, 325, 1008, 332]
- text-line-placeholder: ∼ ∼∼∽∼∼ ≈∼∽∼∼∼∽ ∼∼≈∼∽∼∼ ∼∽∼∼∼ ∼∼∽∼≈∼∼∽∼ ∼∽∼∼≈∼ ∼∼∽∼∼ ≈∼∽∼∼∼∽ ∼∼≈∼∽∼∼ ∼∽∼∼∼ ∼∼∽∼≈∼∼∽∼ ∼∽∼∼≈∼ ∼∼∽∼∼ ≈∼∽∼∼∼∽ ∼∼≈∼∽∼∼ ∼∽∼∼∼ ∼∼∽∼≈∼∼∽∼ ∼∽∼∼≈∼ ∼∼∽∼∼ ≈∼∽∼∼∼∽ ∼∼≈∼∽∼∼ ∼∽∼∼∼ ∼∼∽∼≈∼∼∽∼ ∼∽∼∼≈∼ ∼∼∽∼∼ ≈∼∽∼∼∼∽ ∼∼≈∼∽∼∼ ∼∽∼∼∼ ∼∼∽∼≈∼∼∽∼ ∼∽∼∼≈: [64, 481, 1009, 488]
- text-line-placeholder: ∼∼≈∼∽∼∼ ∼∽∼∼∼ ∼∼∽∼≈∼∼∽∼ ∼∽∼∼≈∼ ∼∼∽∼∼ ≈∼∽∼∼∼∽ ∼∼≈∼∽∼∼ ∼∽∼∼∼ ∼∼∽∼≈∼∼∽∼ ∼∽∼∼≈∼ ∼∼∽∼∼ ≈∼∽∼∼∼∽ ∼∼≈∼∽∼∼ ∼∽∼∼∼ ∼∼∽∼≈∼∼∽∼ ∼∽∼∼≈∼ ∼∼∽∼∼ ≈∼∽∼∼∼∽ ∼∼≈∼∽∼∼ ∼∽∼∼∼ ∼∼∽∼≈∼∼∽∼ ∼∽∼∼≈∼ ∼∼∽∼∼ ≈∼∽∼∼∼∽ ∼∼≈∼∽∼∼ ∼∽∼∼∼ ∼∼∽∼≈∼∼∽∼ ∼∽∼∼≈∼ ∼∼∽∼∼ ≈∼∽∼∼∼∽: [64, 200, 1008, 207]
- text-line-placeholder: ∼∽∼∼∼ ∼∼∽∼≈∼∼∽∼ ∼∽∼∼≈∼ ∼∼∽∼∼ ≈∼∽∼∼∼∽ ∼∼≈∼∽∼∼ ∼∽∼∼∼ ∼∼∽∼≈∼∼∽∼ ∼∽∼∼≈∼ ∼∼∽∼∼ ≈∼∽∼∼∼∽ ∼∼≈∼∽∼∼ ∼∽∼∼∼ ∼∼∽∼≈∼∼∽∼ ∼∽∼∼≈∼ ∼∼∽∼∼ ≈∼∽∼∼∼∽ ∼∼≈∼∽∼∼ ∼∽∼∼∼ ∼∼∽∼≈∼∼∽∼ ∼∽∼∼≈∼ ∼∼∽∼∼ ≈∼∽∼∼∼∽ ∼∼≈∼∽∼∼ ∼∽∼∼∼ ∼∼∽∼≈∼∼∽∼ ∼∽∼∼≈∼ ∼∼∽∼∼ ≈∼∽∼∼∼∽ ∼∼≈∼∽∼∼: [64, 531, 1008, 538]
- text-line-placeholder: ∼ ∼∼∽∼≈∼∼∽∼ ∼∽∼∼≈∼ ∼∼∽∼∼ ≈∼∽∼∼∼∽ ∼∼≈∼∽∼∼ ∼∽∼∼∼ ∼∼∽∼≈∼∼∽∼ ∼∽∼∼≈∼ ∼∼∽∼∼ ≈∼∽∼∼∼∽ ∼∼≈∼∽∼∼ ∼∽∼∼∼ ∼∼∽∼≈∼∼∽∼ ∼∽∼∼≈∼ ∼∼∽∼∼ ≈∼∽∼∼∼∽ ∼∼≈∼∽∼∼ ∼∽∼∼∼ ∼∼∽∼≈∼∼∽∼ ∼∽∼∼≈∼ ∼∼∽∼∼ ≈∼∽∼∼∼∽ ∼∼≈∼∽∼∼ ∼∽∼∼∼ ∼∼∽∼≈∼∼∽∼ ∼∽∼∼≈∼ ∼∼∽∼∼ ≈∼∽∼∼∼∽ ∼∼≈∼∽∼∼ ∼∽∼∼: [64, 828, 1009, 835]
- text-line-placeholder: ∽∼ ∼∽∼∼≈∼ ∼∼∽∼∼ ≈∼∽∼∼∼∽ ∼∼≈∼∽∼∼ ∼∽∼∼∼ ∼∼∽∼≈∼∼∽∼ ∼∽∼∼≈∼ ∼∼∽∼∼ ≈∼∽∼∼∼∽ ∼∼≈∼∽∼∼ ∼∽∼∼∼ ∼∼∽∼≈∼∼∽∼ ∼∽∼∼≈∼ ∼∼∽∼∼ ≈∼∽∼∼∼∽ ∼∼≈∼∽∼∼ ∼∽∼∼∼ ∼∼∽∼≈∼∼∽∼ ∼∽∼∼≈∼ ∼∼∽∼∼ ≈∼∽∼∼∼∽ ∼∼≈∼∽∼∼ ∼∽∼∼∼ ∼∼∽∼≈∼∼∽∼ ∼∽∼∼≈∼ ∼∼∽∼∼ ≈∼∽∼∼∼∽ ∼∼≈∼∽∼∼ ∼∽∼∼∼ ∼∼∽∼≈∼∼: [64, 92, 1009, 99]
- text-line-placeholder: ∼∽∼∼∼∽ ∼∼≈∼∽∼∼ ∼∽∼∼∼ ∼∼∽∼≈∼∼∽∼ ∼∽∼∼≈∼ ∼∼∽∼∼ ≈∼∽∼∼∼∽ ∼∼≈∼∽∼∼ ∼∽∼∼∼ ∼∼∽∼≈∼∼∽∼ ∼∽∼∼≈∼ ∼∼∽∼∼ ≈∼∽∼∼∼∽ ∼∼≈∼∽∼∼ ∼∽∼∼∼ ∼∼∽∼≈∼∼∽∼ ∼∽∼∼≈∼ ∼∼∽∼∼ ≈∼∽∼∼∼∽ ∼∼≈∼∽∼∼ ∼∽∼∼∼ ∼∼∽∼≈∼∼∽∼ ∼∽∼∼≈∼ ∼∼∽∼∼ ≈∼∽∼∼∼∽ ∼∼≈∼∽∼∼ ∼∽∼∼∼ ∼∼∽∼≈∼∼∽∼ ∼∽∼∼≈∼ ∼∼∽∼∼ ≈: [64, 787, 1009, 794]
- paragraph: [64, 151, 1009, 164]
- text-line-placeholder: ∽∼≈∼∼∽∼ ∼∽∼∼≈∼ ∼∼∽∼∼ ≈∼∽∼∼∼∽ ∼∼≈∼∽∼∼ ∼∽∼∼∼ ∼∼∽∼≈∼∼∽∼ ∼∽∼∼≈∼ ∼∼∽∼∼ ≈∼∽∼∼∼∽ ∼∼≈∼∽∼∼ ∼∽∼∼∼ ∼∼∽∼≈∼∼∽∼ ∼∽∼∼≈∼ ∼∼∽∼∼ ≈∼∽∼∼∼∽ ∼∼≈∼∽∼∼ ∼∽∼∼∼ ∼∼∽∼≈∼∼∽∼ ∼∽∼∼≈∼ ∼∼∽∼∼ ≈∼∽∼∼∼∽ ∼∼≈∼∽∼∼ ∼∽∼∼∼ ∼∼∽∼≈∼∼∽∼ ∼∽∼∼≈∼ ∼∼∽∼∼ ≈∼∽∼∼∼∽ ∼∼≈∼∽∼∼ ∼∽∼∼∼ ∼∼: [64, 855, 1009, 862]
- paragraph: [64, 343, 1009, 350]
- paragraph: [64, 367, 1009, 393]
- paragraph: [64, 540, 1008, 547]
- text-line-placeholder: ∽∼∼∼ ∼∼∽∼≈∼∼∽∼ ∼∽∼∼≈∼ ∼∼∽∼∼ ≈∼∽∼∼∼∽ ∼∼≈∼∽∼∼ ∼∽∼∼∼ ∼∼∽∼≈∼∼∽∼ ∼∽∼∼≈∼ ∼∼∽∼∼ ≈∼∽∼∼∼∽ ∼∼≈∼∽∼∼ ∼∽∼∼∼ ∼∼∽∼≈∼∼∽∼ ∼∽∼∼≈∼ ∼∼∽∼∼ ≈∼∽∼∼∼∽ ∼∼≈∼∽∼∼ ∼∽∼∼∼ ∼∼∽∼≈∼∼∽∼ ∼∽∼∼≈∼ ∼∼∽∼∼ ≈∼∽∼∼∼∽ ∼∼≈∼∽∼∼ ∼∽∼∼∼ ∼∼∽∼≈∼∼∽∼ ∼∽∼∼≈∼ ∼∼∽∼∼ ≈∼∽∼∼∼∽ ∼∼≈∼∽∼∼ ∼: [64, 821, 1009, 828]
- paragraph: [64, 92, 1009, 149]
- text-line-placeholder: ∼ ∼∽∼∼∼ ∼∼∽∼≈∼∼∽∼ ∼∽∼∼≈∼ ∼∼∽∼∼ ≈∼∽∼∼∼∽ ∼∼≈∼∽∼∼ ∼∽∼∼∼ ∼∼∽∼≈∼∼∽∼ ∼∽∼∼≈∼ ∼∼∽∼∼ ≈∼∽∼∼∼∽ ∼∼≈∼∽∼∼ ∼∽∼∼∼ ∼∼∽∼≈∼∼∽∼ ∼∽∼∼≈∼ ∼∼∽∼∼ ≈∼∽∼∼∼∽ ∼∼≈∼∽∼∼ ∼∽∼∼∼ ∼∼∽∼≈∼∼∽∼ ∼∽∼∼≈∼ ∼∼∽∼∼ ≈∼∽∼∼∼∽ ∼∼≈∼∽∼∼ ∼∽∼∼∼ ∼∼∽∼≈∼∼∽∼ ∼∽∼∼≈∼ ∼∼∽∼∼ ≈∼∽∼∼∼∽ ∼∼≈∼∽∼: [64, 669, 1009, 676]
- text-line-placeholder: ∼ ≈∼∽∼∼∼∽ ∼∼≈∼∽∼∼ ∼∽∼∼∼ ∼∼∽∼≈∼∼∽∼ ∼∽∼∼≈∼ ∼∼∽∼∼ ≈∼∽∼∼∼∽ ∼∼≈∼∽∼∼ ∼∽∼∼∼ ∼∼∽∼≈∼∼∽∼ ∼∽∼∼≈∼ ∼∼∽∼∼ ≈∼∽∼∼∼∽ ∼∼≈∼∽∼∼ ∼∽∼∼∼ ∼∼∽∼≈∼∼∽∼ ∼∽∼∼≈∼ ∼∼∽∼∼ ≈∼∽∼∼∼∽ ∼∼≈∼∽∼∼ ∼∽∼∼∼ ∼∼∽∼≈∼∼∽∼ ∼∽∼∼≈∼ ∼∼∽∼∼ ≈∼∽∼∼∼∽ ∼∼≈∼∽∼∼ ∼∽∼∼∼ ∼∼∽∼≈∼∼∽∼ ∼∽∼∼≈∼ ∼∼∽∼: [64, 287, 1009, 294]
- text-line-placeholder: ≈∼∽∼∼∼∽ ∼∼≈∼∽∼∼ ∼∽∼∼∼ ∼∼∽∼≈∼∼∽∼ ∼∽∼∼≈∼ ∼∼∽∼∼ ≈∼∽∼∼∼∽ ∼∼≈∼∽∼∼ ∼∽∼∼∼ ∼∼∽∼≈∼∼∽∼ ∼∽∼∼≈∼ ∼∼∽∼∼ ≈∼∽∼∼∼∽ ∼∼≈∼∽∼∼ ∼∽∼∼∼ ∼∼∽∼≈∼∼∽∼ ∼∽∼∼≈∼ ∼∼∽∼∼ ≈∼∽∼∼∼∽ ∼∼≈∼∽∼∼ ∼∽∼∼∼ ∼∼∽∼≈∼∼∽∼ ∼∽∼∼≈∼ ∼∼∽∼∼ ≈∼∽∼∼∼∽ ∼∼≈∼∽∼∼ ∼∽∼∼∼ ∼∼∽∼≈∼∼∽∼ ∼∽∼∼≈∼ ∼∼∽∼∼: [64, 465, 1008, 472]
- text-line-placeholder: ∼ ∼∽∼∼≈∼ ∼∼∽∼∼ ≈∼∽∼∼∼∽ ∼∼≈∼∽∼∼ ∼∽∼∼∼ ∼∼∽∼≈∼∼∽∼ ∼∽∼∼≈∼ ∼∼∽∼∼ ≈∼∽∼∼∼∽ ∼∼≈∼∽∼∼ ∼∽∼∼∼ ∼∼∽∼≈∼∼∽∼ ∼∽∼∼≈∼ ∼∼∽∼∼ ≈∼∽∼∼∼∽ ∼∼≈∼∽∼∼ ∼∽∼∼∼ ∼∼∽∼≈∼∼∽∼ ∼∽∼∼≈∼ ∼∼∽∼∼ ≈∼∽∼∼∼∽ ∼∼≈∼∽∼∼ ∼∽∼∼∼ ∼∼∽∼≈∼∼∽∼ ∼∽∼∼≈∼ ∼∼∽∼∼ ≈∼∽∼∼∼∽ ∼∼≈∼∽∼∼ ∼∽∼∼∼ ∼∼∽∼≈∼∼∽: [64, 434, 1009, 441]
- paragraph: [64, 166, 1009, 192]
- text-line-placeholder: ∼∼ ∼∼∽∼≈∼∼∽∼ ∼∽∼∼≈∼ ∼∼∽∼∼ ≈∼∽∼∼∼∽ ∼∼≈∼∽∼∼ ∼∽∼∼∼ ∼∼∽∼≈∼∼∽∼ ∼∽∼∼≈∼ ∼∼∽∼∼ ≈∼∽∼∼∼∽ ∼∼≈∼∽∼∼ ∼∽∼∼∼ ∼∼∽∼≈∼∼∽∼ ∼∽∼∼≈∼ ∼∼∽∼∼ ≈∼∽∼∼∼∽ ∼∼≈∼∽∼∼ ∼∽∼∼∼ ∼∼∽∼≈∼∼∽∼ ∼∽∼∼≈∼ ∼∼∽∼∼ ≈∼∽∼∼∼∽ ∼∼≈∼∽∼∼ ∼∽∼∼∼ ∼∼∽∼≈∼∼∽∼ ∼∽∼∼≈∼ ∼∼∽∼∼ ≈∼∽∼∼∼∽ ∼∼≈∼∽∼∼ ∼∽∼: [64, 410, 1009, 417]
- text-line-placeholder: ∼∼≈∼∽∼∼ ∼∽∼∼∼ ∼∼∽∼≈∼∼∽∼ ∼∽∼∼≈∼ ∼∼∽∼∼ ≈∼∽∼∼∼∽ ∼∼≈∼∽∼∼ ∼∽∼∼∼ ∼∼∽∼≈∼∼∽∼ ∼∽∼∼≈∼ ∼∼∽∼∼ ≈∼∽∼∼∼∽ ∼∼≈∼∽∼∼ ∼∽∼∼∼ ∼∼∽∼≈∼∼∽∼ ∼∽∼∼≈∼ ∼∼∽∼∼ ≈∼∽∼∼∼∽ ∼∼≈∼∽∼∼ ∼∽∼∼∼ ∼∼∽∼≈∼∼∽∼ ∼∽∼∼≈∼ ∼∼∽∼∼ ≈∼∽∼∼∼∽ ∼∼≈∼∽∼∼ ∼∽∼∼∼ ∼∼∽∼≈∼∼∽∼ ∼∽∼∼≈∼ ∼∼∽∼∼ ≈∼∽∼∼∼∽: [64, 185, 1008, 192]
- text-line-placeholder: ∼∼≈∼∽∼∼ ∼∽∼∼∼ ∼∼∽∼≈∼∼∽∼ ∼∽∼∼≈∼ ∼∼∽∼∼ ≈∼∽∼∼∼∽ ∼∼≈∼∽∼∼ ∼∽∼∼∼ ∼∼∽∼≈∼∼∽∼ ∼∽∼∼≈∼ ∼∼∽∼∼ ≈∼∽∼∼∼∽ ∼∼≈∼∽∼∼ ∼∽∼∼∼ ∼∼∽∼≈∼∼∽∼ ∼∽∼∼≈∼ ∼∼∽∼∼ ≈∼∽∼∼∼∽ ∼∼≈∼∽∼∼ ∼∽∼∼∼ ∼∼∽∼≈∼∼∽∼ ∼∽∼∼≈∼ ∼∼∽∼∼ ≈∼∽∼∼∼∽ ∼∼≈∼∽∼∼ ∼∽∼∼∼ ∼∼∽∼≈∼∼∽∼ ∼∽∼∼≈∼ ∼∼∽∼∼ ≈∼∽∼∼∼∽: [64, 512, 1008, 519]
- text-line-placeholder: ∼∽∼∼∼ ∼∼∽∼≈∼∼∽∼ ∼∽∼∼≈∼ ∼∼∽∼∼ ≈∼∽∼∼∼∽ ∼∼≈∼∽∼∼ ∼∽∼∼∼ ∼∼∽∼≈∼∼∽∼ ∼∽∼∼≈∼ ∼∼∽∼∼ ≈∼∽∼∼∼∽ ∼∼≈∼∽∼∼ ∼∽∼∼∼ ∼∼∽∼≈∼∼∽∼ ∼∽∼∼≈∼ ∼∼∽∼∼ ≈∼∽∼∼∼∽ ∼∼≈∼∽∼∼ ∼∽∼∼∼ ∼∼∽∼≈∼∼∽∼ ∼∽∼∼≈∼ ∼∼∽∼∼ ≈∼∽∼∼∼∽ ∼∼≈∼∽∼∼ ∼∽∼∼∼ ∼∼∽∼≈∼∼∽∼ ∼∽∼∼≈∼ ∼∼∽∼∼ ≈∼∽∼∼∼∽ ∼∼≈∼∽∼∼: [64, 568, 1008, 575]
- text-line-placeholder: ∽∼∼ ∼∽∼∼∼ ∼∼∽∼≈∼∼∽∼ ∼∽∼∼≈∼ ∼∼∽∼∼ ≈∼∽∼∼∼∽ ∼∼≈∼∽∼∼ ∼∽∼∼∼ ∼∼∽∼≈∼∼∽∼ ∼∽∼∼≈∼ ∼∼∽∼∼ ≈∼∽∼∼∼∽ ∼∼≈∼∽∼∼ ∼∽∼∼∼ ∼∼∽∼≈∼∼∽∼ ∼∽∼∼≈∼ ∼∼∽∼∼ ≈∼∽∼∼∼∽ ∼∼≈∼∽∼∼ ∼∽∼∼∼ ∼∼∽∼≈∼∼∽∼ ∼∽∼∼≈∼ ∼∼∽∼∼ ≈∼∽∼∼∼∽ ∼∼≈∼∽∼∼ ∼∽∼∼∼ ∼∼∽∼≈∼∼∽∼ ∼∽∼∼≈∼ ∼∼∽∼∼ ≈∼∽∼∼∼∽ ∼∼≈∼: [64, 561, 1009, 568]
- text-line-placeholder: ∽∼∼∼ ∼∼∽∼≈∼∼∽∼ ∼∽∼∼≈∼ ∼∼∽∼∼ ≈∼∽∼∼∼∽ ∼∼≈∼∽∼∼ ∼∽∼∼∼ ∼∼∽∼≈∼∼∽∼ ∼∽∼∼≈∼ ∼∼∽∼∼ ≈∼∽∼∼∼∽ ∼∼≈∼∽∼∼ ∼∽∼∼∼ ∼∼∽∼≈∼∼∽∼ ∼∽∼∼≈∼ ∼∼∽∼∼ ≈∼∽∼∼∼∽ ∼∼≈∼∽∼∼ ∼∽∼∼∼ ∼∼∽∼≈∼∼∽∼ ∼∽∼∼≈∼ ∼∼∽∼∼ ≈∼∽∼∼∼∽ ∼∼≈∼∽∼∼ ∼∽∼∼∼ ∼∼∽∼≈∼∼∽∼ ∼∽∼∼≈∼ ∼∼∽∼∼ ≈∼∽∼∼∼∽ ∼∼≈∼∽∼∼ ∼: [64, 675, 1009, 682]
- text-line-placeholder: ∼ ≈∼∽∼∼∼∽ ∼∼≈∼∽∼∼ ∼∽∼∼∼ ∼∼∽∼≈∼∼∽∼ ∼∽∼∼≈∼ ∼∼∽∼∼ ≈∼∽∼∼∼∽ ∼∼≈∼∽∼∼ ∼∽∼∼∼ ∼∼∽∼≈∼∼∽∼ ∼∽∼∼≈∼ ∼∼∽∼∼ ≈∼∽∼∼∼∽ ∼∼≈∼∽∼∼ ∼∽∼∼∼ ∼∼∽∼≈∼∼∽∼ ∼∽∼∼≈∼ ∼∼∽∼∼ ≈∼∽∼∼∼∽ ∼∼≈∼∽∼∼ ∼∽∼∼∼ ∼∼∽∼≈∼∼∽∼ ∼∽∼∼≈∼ ∼∼∽∼∼ ≈∼∽∼∼∼∽ ∼∼≈∼∽∼∼ ∼∽∼∼∼ ∼∼∽∼≈∼∼∽∼ ∼∽∼∼≈∼ ∼∼∽∼: [64, 358, 1009, 365]
- text-line-placeholder: ∼ ≈∼∽∼∼∼∽ ∼∼≈∼∽∼∼ ∼∽∼∼∼ ∼∼∽∼≈∼∼∽∼ ∼∽∼∼≈∼ ∼∼∽∼∼ ≈∼∽∼∼∼∽ ∼∼≈∼∽∼∼ ∼∽∼∼∼ ∼∼∽∼≈∼∼∽∼ ∼∽∼∼≈∼ ∼∼∽∼∼ ≈∼∽∼∼∼∽ ∼∼≈∼∽∼∼ ∼∽∼∼∼ ∼∼∽∼≈∼∼∽∼ ∼∽∼∼≈∼ ∼∼∽∼∼ ≈∼∽∼∼∼∽ ∼∼≈∼∽∼∼ ∼∽∼∼∼ ∼∼∽∼≈∼∼∽∼ ∼∽∼∼≈∼ ∼∼∽∼∼ ≈∼∽∼∼∼∽ ∼∼≈∼∽∼∼ ∼∽∼∼∼ ∼∼∽∼≈∼∼∽∼ ∼∽∼∼≈∼ ∼∼∽∼: [64, 493, 1009, 500]
- text-line-placeholder: ∼ ∼∼∽∼∼ ≈∼∽∼∼∼∽ ∼∼≈∼∽∼∼ ∼∽∼∼∼ ∼∼∽∼≈∼∼∽∼ ∼∽∼∼≈∼ ∼∼∽∼∼ ≈∼∽∼∼∼∽ ∼∼≈∼∽∼∼ ∼∽∼∼∼ ∼∼∽∼≈∼∼∽∼ ∼∽∼∼≈∼ ∼∼∽∼∼ ≈∼∽∼∼∼∽ ∼∼≈∼∽∼∼ ∼∽∼∼∼ ∼∼∽∼≈∼∼∽∼ ∼∽∼∼≈∼ ∼∼∽∼∼ ≈∼∽∼∼∼∽ ∼∼≈∼∽∼∼ ∼∽∼∼∼ ∼∼∽∼≈∼∼∽∼ ∼∽∼∼≈∼ ∼∼∽∼∼ ≈∼∽∼∼∼∽ ∼∼≈∼∽∼∼ ∼∽∼∼∼ ∼∼∽∼≈∼∼∽∼ ∼∽∼∼≈: [64, 768, 1009, 775]
- text-line-placeholder: ∼∽∼∼∼∽ ∼∼≈∼∽∼∼ ∼∽∼∼∼ ∼∼∽∼≈∼∼∽∼ ∼∽∼∼≈∼ ∼∼∽∼∼ ≈∼∽∼∼∼∽ ∼∼≈∼∽∼∼ ∼∽∼∼∼ ∼∼∽∼≈∼∼∽∼ ∼∽∼∼≈∼ ∼∼∽∼∼ ≈∼∽∼∼∼∽ ∼∼≈∼∽∼∼ ∼∽∼∼∼ ∼∼∽∼≈∼∼∽∼ ∼∽∼∼≈∼ ∼∼∽∼∼ ≈∼∽∼∼∼∽ ∼∼≈∼∽∼∼ ∼∽∼∼∼ ∼∼∽∼≈∼∼∽∼ ∼∽∼∼≈∼ ∼∼∽∼∼ ≈∼∽∼∼∼∽ ∼∼≈∼∽∼∼ ∼∽∼∼∼ ∼∼∽∼≈∼∼∽∼ ∼∽∼∼≈∼ ∼∼∽∼∼ ≈: [64, 499, 1009, 506]
- text-line-placeholder: ∽∼ ∼∽∼∼≈∼ ∼∼∽∼∼ ≈∼∽∼∼∼∽ ∼∼≈∼∽∼∼ ∼∽∼∼∼ ∼∼∽∼≈∼∼∽∼ ∼∽∼∼≈∼ ∼∼∽∼∼ ≈∼∽∼∼∼∽ ∼∼≈∼∽∼∼ ∼∽∼∼∼ ∼∼∽∼≈∼∼∽∼ ∼∽∼∼≈∼ ∼∼∽∼∼ ≈∼∽∼∼∼∽ ∼∼≈∼∽∼∼ ∼∽∼∼∼ ∼∼∽∼≈∼∼∽∼ ∼∽∼∼≈∼ ∼∼∽∼∼ ≈∼∽∼∼∼∽ ∼∼≈∼∽∼∼ ∼∽∼∼∼ ∼∼∽∼≈∼∼∽∼ ∼∽∼∼≈∼ ∼∼∽∼∼ ≈∼∽∼∼∼∽ ∼∼≈∼∽∼∼ ∼∽∼∼∼ ∼∼∽∼≈∼∼: [64, 847, 1009, 854]
- text-line-placeholder: ∼∽∼∼≈∼ ∼∼∽∼∼ ≈∼∽∼∼∼∽ ∼∼≈∼∽∼∼ ∼∽∼∼∼ ∼∼∽∼≈∼∼∽∼ ∼∽∼∼≈∼ ∼∼∽∼∼ ≈∼∽∼∼∼∽ ∼∼≈∼∽∼∼ ∼∽∼∼∼ ∼∼∽∼≈∼∼∽∼ ∼∽∼∼≈∼ ∼∼∽∼∼ ≈∼∽∼∼∼∽ ∼∼≈∼∽∼∼ ∼∽∼∼∼ ∼∼∽∼≈∼∼∽∼ ∼∽∼∼≈∼ ∼∼∽∼∼ ≈∼∽∼∼∼∽ ∼∼≈∼∽∼∼ ∼∽∼∼∼ ∼∼∽∼≈∼∼∽∼ ∼∽∼∼≈∼ ∼∼∽∼∼ ≈∼∽∼∼∼∽ ∼∼≈∼∽∼∼ ∼∽∼∼∼ ∼∼∽∼≈∼∼∽∼: [64, 98, 1008, 105]
- text-line-placeholder: ≈∼∽∼∼∼∽ ∼∼≈∼∽∼∼ ∼∽∼∼∼ ∼∼∽∼≈∼∼∽∼ ∼∽∼∼≈∼ ∼∼∽∼∼ ≈∼∽∼∼∼∽ ∼∼≈∼∽∼∼ ∼∽∼∼∼ ∼∼∽∼≈∼∼∽∼ ∼∽∼∼≈∼ ∼∼∽∼∼ ≈∼∽∼∼∼∽ ∼∼≈∼∽∼∼ ∼∽∼∼∼ ∼∼∽∼≈∼∼∽∼ ∼∽∼∼≈∼ ∼∼∽∼∼ ≈∼∽∼∼∼∽ ∼∼≈∼∽∼∼ ∼∽∼∼∼ ∼∼∽∼≈∼∼∽∼ ∼∽∼∼≈∼ ∼∼∽∼∼ ≈∼∽∼∼∼∽ ∼∼≈∼∽∼∼ ∼∽∼∼∼ ∼∼∽∼≈∼∼∽∼ ∼∽∼∼≈∼ ∼∼∽∼∼: [64, 540, 1008, 547]
- text-line-placeholder: ∼∼ ∼∼∽∼≈∼∼∽∼ ∼∽∼∼≈∼ ∼∼∽∼∼ ≈∼∽∼∼∼∽ ∼∼≈∼∽∼∼ ∼∽∼∼∼ ∼∼∽∼≈∼∼∽∼ ∼∽∼∼≈∼ ∼∼∽∼∼ ≈∼∽∼∼∼∽ ∼∼≈∼∽∼∼ ∼∽∼∼∼ ∼∼∽∼≈∼∼∽∼ ∼∽∼∼≈∼ ∼∼∽∼∼ ≈∼∽∼∼∼∽ ∼∼≈∼∽∼∼ ∼∽∼∼∼ ∼∼∽∼≈∼∼∽∼ ∼∽∼∼≈∼ ∼∼∽∼∼ ≈∼∽∼∼∼∽ ∼∼≈∼∽∼∼ ∼∽∼∼∼ ∼∼∽∼≈∼∼∽∼ ∼∽∼∼≈∼ ∼∼∽∼∼ ≈∼∽∼∼∼∽ ∼∼≈∼∽∼∼ ∼∽∼: [64, 237, 1009, 244]
- page-title: Chapter 1 Related Second Period Legend: [312, 2, 456, 10]
- paragraph: [64, 14, 1009, 90]
- text-line-placeholder: ∼ ≈∼∽∼∼∼∽ ∼∼≈∼∽∼∼ ∼∽∼∼∼ ∼∼∽∼≈∼∼∽∼ ∼∽∼∼≈∼ ∼∼∽∼∼ ≈∼∽∼∼∼∽ ∼∼≈∼∽∼∼ ∼∽∼∼∼ ∼∼∽∼≈∼∼∽∼ ∼∽∼∼≈∼ ∼∼∽∼∼ ≈∼∽∼∼∼∽ ∼∼≈∼∽∼∼ ∼∽∼∼∼ ∼∼∽∼≈∼∼∽∼ ∼∽∼∼≈∼ ∼∼∽∼∼ ≈∼∽∼∼∼∽ ∼∼≈∼∽∼∼ ∼∽∼∼∼ ∼∼∽∼≈∼∼∽∼ ∼∽∼∼≈∼ ∼∼∽∼∼ ≈∼∽∼∼∼∽ ∼∼≈∼∽∼∼ ∼∽∼∼∼ ∼∼∽∼≈∼∼∽∼ ∼∽∼∼≈∼ ∼∼∽∼: [64, 166, 1009, 173]
- text-line-placeholder: ∼ ∼∼∽∼∼ ≈∼∽∼∼∼∽ ∼∼≈∼∽∼∼ ∼∽∼∼∼ ∼∼∽∼≈∼∼∽∼ ∼∽∼∼≈∼ ∼∼∽∼∼ ≈∼∽∼∼∼∽ ∼∼≈∼∽∼∼ ∼∽∼∼∼ ∼∼∽∼≈∼∼∽∼ ∼∽∼∼≈∼ ∼∼∽∼∼ ≈∼∽∼∼∼∽ ∼∼≈∼∽∼∼ ∼∽∼∼∼ ∼∼∽∼≈∼∼∽∼ ∼∽∼∼≈∼ ∼∼∽∼∼ ≈∼∽∼∼∼∽ ∼∼≈∼∽∼∼ ∼∽∼∼∼ ∼∼∽∼≈∼∼∽∼ ∼∽∼∼≈∼ ∼∼∽∼∼ ≈∼∽∼∼∼∽ ∼∼≈∼∽∼∼ ∼∽∼∼∼ ∼∼∽∼≈∼∼∽∼ ∼∽∼∼≈: [64, 45, 1009, 52]
- text-line-placeholder: ∼∼ ≈∼∽∼∼∼∽ ∼∼≈∼∽∼∼ ∼∽∼∼∼ ∼∼∽∼≈∼∼∽∼ ∼∽∼∼≈∼ ∼∼∽∼∼ ≈∼∽∼∼∼∽ ∼∼≈∼∽∼∼ ∼∽∼∼∼ ∼∼∽∼≈∼∼∽∼ ∼∽∼∼≈∼ ∼∼∽∼∼ ≈∼∽∼∼∼∽ ∼∼≈∼∽∼∼ ∼∽∼∼∼ ∼∼∽∼≈∼∼∽∼ ∼∽∼∼≈∼ ∼∼∽∼∼ ≈∼∽∼∼∼∽ ∼∼≈∼∽∼∼ ∼∽∼∼∼ ∼∼∽∼≈∼∼∽∼ ∼∽∼∼≈∼ ∼∼∽∼∼ ≈∼∽∼∼∼∽ ∼∼≈∼∽∼∼ ∼∽∼∼∼ ∼∼∽∼≈∼∼∽∼ ∼∽∼∼≈∼ ∼∼∽: [64, 459, 1009, 466]
- paragraph: [64, 712, 1009, 819]
- text-line-placeholder: ∼∽∼∼ ≈∼∽∼∼∼∽ ∼∼≈∼∽∼∼ ∼∽∼∼∼ ∼∼∽∼≈∼∼∽∼ ∼∽∼∼≈∼ ∼∼∽∼∼ ≈∼∽∼∼∼∽ ∼∼≈∼∽∼∼ ∼∽∼∼∼ ∼∼∽∼≈∼∼∽∼ ∼∽∼∼≈∼ ∼∼∽∼∼ ≈∼∽∼∼∼∽ ∼∼≈∼∽∼∼ ∼∽∼∼∼ ∼∼∽∼≈∼∼∽∼ ∼∽∼∼≈∼ ∼∼∽∼∼ ≈∼∽∼∼∼∽ ∼∼≈∼∽∼∼ ∼∽∼∼∼ ∼∼∽∼≈∼∼∽∼ ∼∽∼∼≈∼ ∼∼∽∼∼ ≈∼∽∼∼∼∽ ∼∼≈∼∽∼∼ ∼∽∼∼∼ ∼∼∽∼≈∼∼∽∼ ∼∽∼∼≈∼ ∼: [64, 51, 1009, 58]
- text-line-placeholder: ≈∼∼∽∼ ∼∽∼∼≈∼ ∼∼∽∼∼ ≈∼∽∼∼∼∽ ∼∼≈∼∽∼∼ ∼∽∼∼∼ ∼∼∽∼≈∼∼∽∼ ∼∽∼∼≈∼ ∼∼∽∼∼ ≈∼∽∼∼∼∽ ∼∼≈∼∽∼∼ ∼∽∼∼∼ ∼∼∽∼≈∼∼∽∼ ∼∽∼∼≈∼ ∼∼∽∼∼ ≈∼∽∼∼∼∽ ∼∼≈∼∽∼∼ ∼∽∼∼∼ ∼∼∽∼≈∼∼∽∼ ∼∽∼∼≈∼ ∼∼∽∼∼ ≈∼∽∼∼∼∽ ∼∼≈∼∽∼∼ ∼∽∼∼∼ ∼∼∽∼≈∼∼∽∼ ∼∽∼∼≈∼ ∼∼∽∼∼ ≈∼∽∼∼∼∽ ∼∼≈∼∽∼∼ ∼∽∼∼∼ ∼∼∽∼: [64, 334, 1009, 341]
- text-line-placeholder: ∼∽∼∼≈∼ ∼∼∽∼∼ ≈∼∽∼∼∼∽ ∼∼≈∼∽∼∼ ∼∽∼∼∼ ∼∼∽∼≈∼∼∽∼ ∼∽∼∼≈∼ ∼∼∽∼∼ ≈∼∽∼∼∼∽ ∼∼≈∼∽∼∼ ∼∽∼∼∼ ∼∼∽∼≈∼∼∽∼ ∼∽∼∼≈∼ ∼∼∽∼∼ ≈∼∽∼∼∼∽ ∼∼≈∼∽∼∼ ∼∽∼∼∼ ∼∼∽∼≈∼∼∽∼ ∼∽∼∼≈∼ ∼∼∽∼∼ ≈∼∽∼∼∼∽ ∼∼≈∼∽∼∼ ∼∽∼∼∼ ∼∼∽∼≈∼∼∽∼ ∼∽∼∼≈∼ ∼∼∽∼∼ ≈∼∽∼∼∼∽ ∼∼≈∼∽∼∼ ∼∽∼∼∼ ∼∼∽∼≈∼∼∽∼: [64, 756, 1008, 763]
- paragraph: [64, 549, 1009, 575]
- text-line-placeholder: ≈∼∽∼∼ ∼∽∼∼∼ ∼∼∽∼≈∼∼∽∼ ∼∽∼∼≈∼ ∼∼∽∼∼ ≈∼∽∼∼∼∽ ∼∼≈∼∽∼∼ ∼∽∼∼∼ ∼∼∽∼≈∼∼∽∼ ∼∽∼∼≈∼ ∼∼∽∼∼ ≈∼∽∼∼∼∽ ∼∼≈∼∽∼∼ ∼∽∼∼∼ ∼∼∽∼≈∼∼∽∼ ∼∽∼∼≈∼ ∼∼∽∼∼ ≈∼∽∼∼∼∽ ∼∼≈∼∽∼∼ ∼∽∼∼∼ ∼∼∽∼≈∼∼∽∼ ∼∽∼∼≈∼ ∼∼∽∼∼ ≈∼∽∼∼∼∽ ∼∼≈∼∽∼∼ ∼∽∼∼∼ ∼∼∽∼≈∼∼∽∼ ∼∽∼∼≈∼ ∼∼∽∼∼ ≈∼∽∼∼∼∽ ∼∼: [64, 83, 1009, 90]
- text-line-placeholder: ∼∽∼≈∼∼∽∼ ∼∽∼∼≈∼ ∼∼∽∼∼ ≈∼∽∼∼∼∽ ∼∼≈∼∽∼∼ ∼∽∼∼∼ ∼∼∽∼≈∼∼∽∼ ∼∽∼∼≈∼ ∼∼∽∼∼ ≈∼∽∼∼∼∽ ∼∼≈∼∽∼∼ ∼∽∼∼∼ ∼∼∽∼≈∼∼∽∼ ∼∽∼∼≈∼ ∼∼∽∼∼ ≈∼∽∼∼∼∽ ∼∼≈∼∽∼∼ ∼∽∼∼∼ ∼∼∽∼≈∼∼∽∼ ∼∽∼∼≈∼ ∼∼∽∼∼ ≈∼∽∼∼∼∽ ∼∼≈∼∽∼∼ ∼∽∼∼∼ ∼∼∽∼≈∼∼∽∼ ∼∽∼∼≈∼ ∼∼∽∼∼ ≈∼∽∼∼∼∽ ∼∼≈∼∽∼∼ ∼∽∼∼∼ ∼: [64, 834, 1009, 841]
